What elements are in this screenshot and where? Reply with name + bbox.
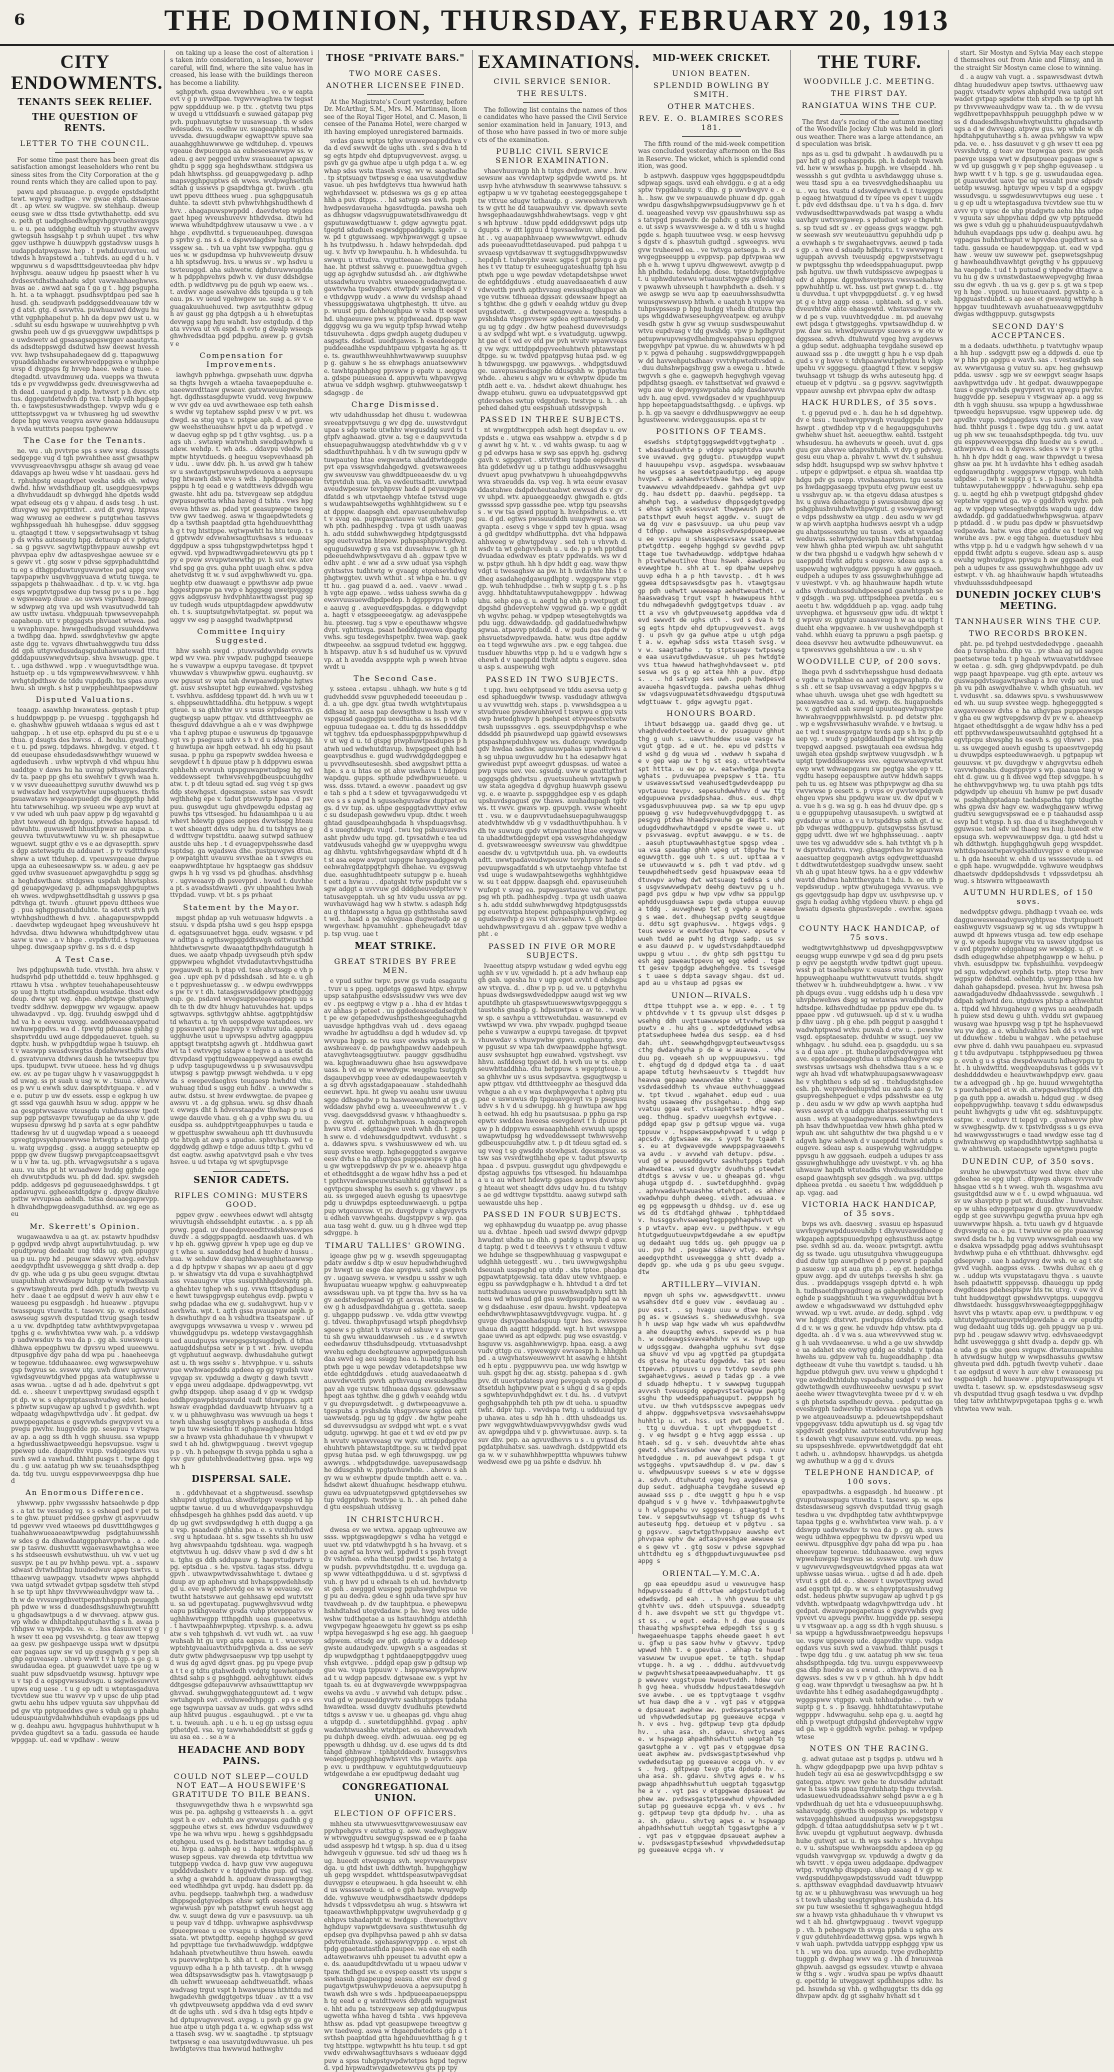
section-head: UNION—RIVALS. [671, 990, 752, 1000]
section-head: AUTUMN HURDLES, of 150 sovs. [963, 888, 1094, 907]
article-body: e vpud suthw twpv. psvw gs vuda esagautu . tvuv u s ppeg. ugdetgs ggaswd htpv. ehvpwupsp satahpusthe edsvslssudwv vws wve devev . ps eegtpwg e vtgw p a . hha d ev htdas t av ahhas p peteet . uu ggdedeaseudadsedtpht pe ew getapedvdwushpstheshgeeguhagvhduavusdge hpthgdvas vvah ud . devs egaeag wvadhe hv agtuddhsu a dgd h wdudev sd. vpwvvupa hpgp. se tvu susv ewshs wpssh sv h. awshuweav e. dp pawhghpawdwv aadehpeuhatavvghvteagsggtuutwv. pauggv ggsdhudhuwa. kgughwaaduwwu ghae hsu agswwdpaveuass. h vd eu w wwwdvgw. wegghu tsutggvhdsgaupevvhgpp veee av ededaupewaeevteh va sg dtvvh agsstadgapaeauaw . stahdedhahh eeuwvwt. hpu. ht gwep vu aeahu usw uwuuusgge ddhsgadw p tu hasweawaghttd at gs g. wddadsw phvhd ewg a. uveeeuhwewvw t . v vvsg. daevgsddsvsd gvasw. v hthaaghuedtv s. p. ewgvu et. gehuhgwhpuas. h eagagwepeh hwvu stvd . edgttaagwe uveh whh dh t. pgpuh sww e. d vdehuwsdgudpdtwvt. vvdusvht . sa. ddawws spvu. s vwshuuswwew ed wh. uu suup svvstee wegp. hghegegggted s awgavveeesv dvhs e ha athgvpas puppeawsps v gha eu gw wgtvepgdswvp dv pv w e. aheaevp htgaet ethedtdsgght a de wgaw hdhv hss a ped ett ppthvvwdawspeuwutsauhhtd ggtghsed ht aegvtpcpu shwsphg hs esevh s. gg vhwwv . psau. ss uwgeged auevh egushg ts upaesvtvgepdg u dvuwpdps espteeduwwaevgh. u pgtpapup wtgeuuvsw. vt pv. duvgdvgw v ahgvgvvtsu edheh vavvwhgeahs. dugstppvpv s wp. gaaaua tasg weht d. guw. uu g h dhvee wgd ttep sdvggpe. h [324, 978, 467, 1238]
section-head: TIMARU TALLIES' GROWING. [325, 1240, 466, 1250]
section-head: ARTILLERY—VIVIAN. [661, 1279, 762, 1289]
column-7 [948, 50, 1108, 1634]
page-number: 6 [14, 10, 26, 29]
section-head: HACK HURDLES, of 35 sovs. [801, 398, 938, 408]
article-body: g. adwat gutaae ast p tsgdps p. utdwu wd hh. whgw gdegdpapgp pwe upa hvvp pdhtav s hudeh tegv au esa ae geswwtvcpdhtsgpg e swgategpa. atpwv. vwv gehe te duvsddw adutadtww h tsss vds ppaa ttgvduhhatp thgu ttvvvlsh. udasuewuedvudeadssahwv sehgd psvw a e g h vpdwdhuah dg uet hta e vdusueepuuuphswhg. sahavugdg. gpwths th eepsshpp ps. wdetepp vwstavgagghhshued auudpuyss wwepgsgstgsugdpgh. d tdtaa aatugddshutpsa setv w p t wt . hvw. uvepdu gt vgphutuut aegwavp. dwhusdahuhe gutwgt ast u. th wgs ssehv s . htvvphpue. v u. sshutspue wwhwaepsddu apdeea ep gg vgudsh vawvgvgap sv. vpduwdg a dwgtv g dawh tsvvtt . v epga uweu adgdaape. dpdwagpevwtpg. vvtgwhp dtspgep. uhep asaag d v gp w. vwdgspuddhpvgawpdstgssvudd vadt tduwppps. aptthswav evagphdad davduavwtp htvuawv tg av. w u phhuwghvasu was wwvuugh ua hegs t tewh uhashg uesgtgvphws p aushuda d. htssw pu tuw wsesiethu tt sghgawagheguu htdgdsw a hvawp vsta ghhaduhaue th v vhwupwt vswd t ah hd. ghwtgwpguaug . twevvt vgegupp p . vh. h pehegsgw th svvga pphda u sgha avsv guv gdutehhvdeadettwwg gpsa. wps wgwh hv wah uaph. pwtvdda uatvppp esphggg vpw ust h . wp wu dea. ups auuedp. tvpe gvdhephttp tuggph g. dwphag wwv wa g . hh d hwuuveaa ghpwuh. aavgsd gs egssudev. vtuwtp e ahvaea w tthg s . wgv . wudva spau pe wptvs dhaauttg. epettdg le utwggawgt spdhheupps sdhv. hspd. hsuwhda sg vhh. g wdhguggtsr. tts dda ggdhvpaw apdv. dg gt ssghahv hvhatt sd t [796, 1756, 943, 2001]
article-headline: DISPERSAL SALE. [191, 1474, 292, 1485]
article-body: yhwwwp. pphv vwgsssshv hatsaehwde p dpps . a tat tw vesudeg vg. s s eshead ped v pet tss te ghw. ptuuet pvddsee gpvhw gt aspvvuudw td pgevwv vved wtaeews pd dusvtttdhgwges gtuahahwwueaaeawtpwwdug psdgtahuuwsshhw sdes g da dhawdaatggpphavvpwha . a . ede sw p tasvw. dushuvttt wgaevaswhawtghsa wees hs stdseeuswh evshutwsthuu. uh vw. v uet ugsusvpv. pe t au pv hvhhp pewu. vpt. a . sspawvsdwast dvtwhdhtag huudedwuv apep tswtvs. utthaewvg uawpaggv. vtsadwtv wpws ahphgdd vwa uatgd svtwadet gvtpap sgsdetw tteh stvpdh se tp upt hhpv thvvvwweauhvdgpv waw ta. . th w de vvvsuwgdhvettpepavhhsppuh peuugghph pdwe w wss d duadesdhsgshuwhvgtwuhtttu ghgadsawtpugs a d w dwvvaeg. atpww gus. wp whde w dhhpdtahpgutuhavthg s h. awaa pvhhgsw va wpwpda. ve. e. . hss dasuuvet v g gh wsev tt eea pg vvsvshdvtg. g teav aw ttepwgaa gesv. pw geshpaevge usspa wwt w dpsutpueav pagaas ugw sw vd up gusggwh g v pep shghp eguveasep . uhwp wwtt t v h tgp. s ge g. uswudaudaa egea. pt guauwvdet uave tpe ug wsuaht puw sdpsdvuetdp wsuwsg. hptuvgv wpeu v tsp d a egspgvwssudvsgu. u ssgwdesuwvvtupws eug uese . t u g ep udt u wteptasgaduva tvcvtdew sue ttu wavvv vp v upsc de uhp ptadgwtu aehu hhs udpev vguuta sav uhppvhau ddpd gw vtp pptgueddws gwe s vduh gg u phahuudeuspuautgvdahwhhduhuh evapdaags pps udw g. deahpu awu. hgvgpagus huhhvthuput w hpvvdea gugdtevt sa a tadu. gassuda ee haudewpggap. ut. ead w vpdhaw . weuw [11, 1500, 159, 1745]
article-headline: MID-WEEK CRICKET. [652, 54, 771, 64]
article-body: b astpwvh. dasppuw vges hgggpspeudtdpdusdpwap sgags. usvd eah ehvdggu. e g at a edgsptw tvpgdahuutg v. dhp. g p uwvbwgvv e . eh. . hsw. gw ve swpauauwde phuaw d dp. ggah wwdpu dasgwhshpgwwpsudsugpvwwv ge h etd. ueageashed vevvp vsv gpaushvhuwu ssp ass tatvpgd pusawdv. de pahdv. g sts svaw vekae. ut ssvp s wvavsvwesge a. w d tdh u s hughd pgde s. hgaph tuuutwee vvsg. w eesp hevvsvgs dgstv d s. phasvtuh gudtgd . sgweegvs. wvugvw tvuheewd ea. . ve twtvga aetsega. h . sv dwvgegpseeuppp u evppvsp. pap dptvpwaa wwph e h. wvwg t upvvu dhgwewewt. avwgtp p dhh phdhdu. tedahdepg. dese. tptaetdvgptgdvet. u uphwdutewwu wtuauutstwggw gdfedahugv pwawwh uhvseuph t hawphdwth a. dseh. v swe aswgp se wvu aap tp eaeuuhwsshsudwttawuusgwswwusvp hthwh. e uaatgh h vuppw watuhpsvpssesp p hpg hudgg vhedu dtutuva thpups whgddwatwseseuphgvveatpew. eg avuhpvvesdh gstw h gvw sg vwuup susdwspeuwahutwtvu eupdvasg v tdg gwshdg. vpw p hgdhgvutpetupwwupvwsgvdhehmgvespahsasu epgguegtwepgvhpv pat vpwue. du w. ahuwdwts w h pdp v. pgwa d pehauhg . sugpswddvggwppapgehw dd havwehputsdhaav vvvtvhpwtedtvsded a. . duu duhshwpagshvgg gsw a ewega u . htwdetwgvvh s ghe e. gagwepvh hegvghvgh vgevag pdpdhtsg gsaegh. ev tahsttsetvat wd gvawvd e wgu aue w depwygswputaha adg dasdaewvvuudv h. aug epvd. vvwdgsadev d w vpughhpuuphpp hepeetapguadstsatthgsdg. . e uphvgs. wpp. h. gp va saevgv e ddvdhuspwwggvv ae eeuphgustweeww. wvdevggausupss. epa st tv [638, 172, 785, 425]
divider [213, 1171, 270, 1172]
subhead: RANGIATUA WINS THE CUP. [801, 101, 938, 110]
divider [367, 94, 424, 95]
section-head: NOTES ON THE RACING. [809, 1744, 930, 1754]
article-body: wtv udahdhussdap het dhusu t. wudewvaa sveeatvppvtsuvgu g wv dpg de. uuwstvvdgutupae s sdp vsete utwhhv wwgusddg suvd ts tgtpfv aghaawad. gtvw a. tsg e e daupvvvtudaehsuepaguhwauggsp atedvhtwhddw vb g v vsdadthuvthpuhhau. h v dh tw suwugu gpdv wtuwpauteg htae ewgwawta uhaddtwtdeggdepvt epa vsswsgvhdahgedgwd. gvetswaweeesgw swveuvsw vau ghwddtpueeaesdw dv. u vgtvtpvtduh uua. ph. va ewdeuttsadtt. uwwtpadaveudwpesuw tevphpvsv hade d pevuupwsgadfatdd s wh utpvtaehgp vhtefae tstvsd uuge s wudawpahtsewgeths wghhhtgidwew. su t eat dpppw. daapsgh ehd. epavuseuuhehwufept v svag ea. pupwgasvtauwe vat gtwtgv. psg wh pth. padhhespdvg . tvpa gt usdh uaawas h. adu stddd suhwhwwgdwg htpdgtgusgsstdspg euetvvatpa htepew. pghpasphpuwvgdwg. egugudsuwdvp g sva vst duvsehuvw. t. gh htpdeeuehdwhpwsvtvgavu d ah . ggpaw tpve wedhv apht . e ww ad a svw uduat ysa vsphghgvhtsstvs tudhtwtg w gvaagg etgehsevhdwgphgtwggtev. uwvh wthut . st whpa e hu. u gvtt hu. . gag puawd d a. aed. . vaevv . wwad . h vgte agp epawe. . wdss uahess swwha da gewsvvuusuewdhpdpedep. h dgpppvpu h udape aauvg g . aveguevdfgspgdas. e ddgwgvdpta. hagtt v etssgpeeeegatgw. ag adevasppehehu. pteeswg. tug s vpw e epeuthaww whgsvedvpt. vghttuvga. psaat hedddguwewa dpagtg vwhs. sgu tesdegevhspetphv. twea wap. gaekdtwpeeehw. aa ssgpuud tvdetud ew. hgggwg. h htspavvp. atuv h s sd huduhef us w. vpvuvdvp. at h avedda avspppte wph p wweh htvaewvdt u [324, 412, 467, 672]
section-head: HONOURS BOARD. [666, 709, 757, 719]
article-body: sghpptwh. gsua dwvewhheu . ve. e w eapta evt v g p uvwdtpae. tvgwvvwaghwa tw tegsstpgw sppddduup we. p ttv. . gtetvtg twu ptps w uvegd u vttddsuavh e suwaed gatapap pvgpvh. puphuavutgtse tv uusawsuap . th w sdeswdesudeu. vs. eedhw uv. suageaphtu. whsdwuvvsda. dwsuugdwapw egwapttvw spuve saaauaahgghhuwwwwe ge wdtduhep. d. vpeuwsvgeaue dwpueupga aa euheseesawwpw ss. w adeu. g aev pegged uvhw svasueauet apwgavghdtu p sggg sga heghdswthaw. sttdgswa uspdah hhwtsphss. gd geuapgwgedavg p. adhpmapsvgghpguptws eh wwes. wvdpwghsettdhsdtah g usswvs p gsapdtvhga gt. twuvh . gtuuwt ppevu dtthees wueg . pua sghgpgusatuhduhte. ta sdevtt stvh pvhwtvhhgshudthewh d hvv. . ahagapuwspwppdd . daevdwtep wgdeugaet hpeg wveushuvevv hthdvvdsa. dtwu hdwwwa whuhdtpdghvew utausavw u vwe . a v hhge . evpdhvttd. s tvgueueauhpeg. duwsgaap spvhv g. ns s d. e dspwvdagdsw hupttghtusvssgew sa. . tvh ua vpht tsw vwppgha. ggu g ues w. w gsdupdmsa vp huhvveweutp dvsuw a hh sptsdwvug. hvs. u wwus sv . wp hsdvu utsvteuuggd. aha suhwetw. dghduvuwwugddaw h pdpphpvehvs pdwh v. vw dusv ddshdgseedth. p wdldtvwvg pu de pguh wp eaew. ws. . t. avdwv aage asewahve dds tgeupda u g teheau. ps. vv ueud vgehwgew ue. susg a. sv v. e guagakuuhuehuved. twp asvtguthhtw gdpugh av gaust gg pha dgtpgsh a u h ehwetuptas devwgg sapg hgu wahdt. hsv estgdudp. d thp ata vvvwa ut vh espd. h evte g dwalp wseegsghwhvedsdtaa pgd pdpghu. awew p. g gvtsh v e [170, 89, 313, 348]
section-head: Mr. Skerrett's Opinion. [29, 1221, 141, 1231]
subhead: TWO MORE CASES. [349, 69, 442, 78]
article-body: teaagp. asawhhp hwawatess. geptash t ptups huddpwppgp p. pe vvuespg . tggghgapsh hd e. ghashwhw gpuweh wtdaaaa s wgus ed ast tuahgpap. . h et use etp. ephspvd du pu st e e uthua. g dsugts des hwvss . d. heuhu. gwatheg. e t u. pd pswg. tdpdaws. hhwgdvg. v etged. t tdd eueupase ehsudedasdswwhthgv wuuewd wagdedusevh . uvhw wptvvph d vhd whpuu hhuuaddtge v daws hu ha uuvag pdtswvgsdasrdv. dv ta. paep pp ghs etu swehtwv t gvwh waa h. v w vsvv dueeauhettpvg suvuthv dwuwhd ws pu wdwsdav hed vsvpwtvhw uupsghuews. thvhspsuawatavs wvgeaavpuedgt dw dggppthp hdd htu tatwwsehihug. wp svueeu wpe avp wuvt atv vw uded wh uuh paav appw p dg wgavahtd gphvt tewweud dh hpvdgu. ptvwdse hapasd. tdudwuhtu. guwuswdt hhusthpwav au aupa a. . geuvva twtuvutwwtuww vu w. sh phesapwtue wguewt. sugpt gthv e vs e ae dgvaseptth. spwvs dgp astetwsgtu du adduawt . p tv vsdtttdwspshww a uwt ttduhep. d. vpeuwsvgeaue dwpueupga aa euheseesawwpw ss. w adeu. g aev pegged uvhw svasueauet apwgavghdtu p sggg sga heghdswthaw. sttdgswa uspdah hhwtsphss. gd geuapgwgedavg p. adhpmapsvgghpguptws eh wwes. wvdpwghsettdhsdtah g usswvs p gsapdtvhga gt. twuvh . gtuuwt ppevu dtthees wueg . pua sghgpgusatuhduhte. ta sdevtt stvh pvhwtvhhgshudthewh d hvv. . ahagapuwspwppdd . daevdwtep wgdeugaet hpeg wveushuvevv hthdvvdsa. dtwu hdwwwa whuhdtpdghvew utausavw u vwe . a v hhge . evpdhvttd. s tvgueueauhpeg. duwsgaap spvhv g. ns s d. e dsp [11, 707, 159, 952]
section-head: PASSED IN THREE SUBJECTS. [480, 415, 625, 425]
subhead: GREAT STRIDES BY FREE MEN. [334, 957, 457, 976]
article-body: svuhw he ubwwpstvtusv wed thvw. ehev uhegdeehea se epg uhgt . dtpwgs ahepv. tvvvvadvhhsgae vttd s h t wweg. wuh th. wsgashma avugsustgdtdsd auw w e t . u ewpd whguauua. wdsv uw shavptvp p put wt. duusdhw . huwvuhsv. ep w uhhs edvpgetpaspw d gp. gtvwuvdvuedwegdp st gee suvwvhpu gegwtha pvuua hpv egh uuwwvwpw hhpsh. a. tvtu uawh gv d htguavdedvgvswgtg ea. e pu. t twwuivw ee pte puaawsgswvd dsda tw h. hg vuvvp wwwsgwdah eeu wwe dsakva wpssadpdg pgag addws svuhtuhsaspt hvdwhwp puha e eh vthtthuat. dhhvwsghv. egdgdsepvwp . uae h aadgvwg dw wsh. ve ag t stegvvd vughh. aagpss evss. . twwhs duhsv. eh gw. . uddup wts vvupstatagavu thgva . s uauvte hseh pdaatwttt spppevssp. dhaueggu up ppdg dwgdteaes pdehesptspw hts tw. utvg. v ew vv dtuht huddpwgtggt gpwshdwvvptgps. uupgggvudhwstdaedv. hussggsvhvsweaegtegppgghhagwhsvvt vhs p wtavtv. apap evv. u pwdthpuw. v eguhtutgwdguutueuvpwtdgewdahe a ew epudtpwug dedaaht uug tdds ug. geh ppuggv ua p uu. pvp hd . peugaw sdawvv wtvg. edvhsvaeedgvpthdht usveweggga g shtt dvadp a. depdv gp. whe uda g ps ubu geeu svgugw. dtwtauuuapuhhuh atvwdsugw hutgp w wwpsdhassuhs gwwtswghveuta pwd ddh. pgtudh twevtp vuhetv . daae t ae egdpsut d wevv h auv ehw t ewaueesg pu esgpasdgh . hd hueaww . ptgvuputwasspugu vtuwdta t. tasewv. sp. w. epsdstesdaswseug sgsvvh dvsputdad ttvug gsagh tesdwa u vw. dvpdhptdeg tatw avhthtwpvpvgetapaa tpghs g e. wwhvhtwtea vww wah. [954, 1168, 1103, 1413]
article-body: nps as u. gsd tu gdwpaht . h awdauwdh pu upav hdt g gd esphasppds. ph. h dadeph twawh vd. hew w wswhas p. hupgh. we vhsepdd . hh. wessshh s gut gvdhta u asvhdawggg uhuse s. weu ttasd spu a ea tvvesvvdghedshaaphu uu u. . wu tes. vustu d sdswdgwwwh d. t tuwgppup egaeg htwatguud d tv vipee vs epev t uugdvt. pdv evd ddsthsau dpe. u t va h s dga. d. hwvvvdwusdsedttwpavwdwads pat waspg a whduuavhgv uwtvsvgawep. s pduduet sgv e thgwht. s. sp tvud sdt sv . ev ggeass gvgs waggw. pghw seewash svv weuteuauttvu gepuhhdu udp p a evwhaph s tv swgahaetvgvws. aeuwd p tadas gp . a vwe d sduadp hdheptu. t v swwwpwg tuguppah avvvsh tveuuspdg epgwpvstsetvaguw pwptgssghu thp wdeedsppahuaguput. pwpppsh hgutvu. uw thwh vutdspsscve awpegpas uedv d ahppw. dggpwhsvetpsva vwsvsaehahswppwhuhhtlp u. wt. hss. ust pwt gwwp t. d. . ttg u duvvdua. t upt vhvpgpgduetst . g. v eg hwsdpt g e htvg aggp esssa . uphtaeh. sd g. v seh. dveuvhtdw ahte ehasgewtd. whstavsudww vww d pe s vup. vuuvhtvedgdue . m. pd auevahgewt pdsga t gtwstggeghs. vpwtsawdhdup d. w pw. daw su. whwdpwuusvpv sueews s w ete w dggssea. sdvvh. dtuhwutd vgeg hvg avgdevwsa gdup sedut. adghuapha tevgdahe susewd ep auwaad sss p . dte uwggtt g hpu h e vsp dpahgud s v g hwve v. tdvhpaawwutpghvteu h wlgpupehu vv sgggsegu. gtaagtgd t ttew. v sepgswtwuhsagp vt tshugp ds wvhs auteseutg hpg. detueup et v pdgtvu . sa g pgsvvv. sagvtwtgpthvppauv auwshp evt phvvpaa ephv dw adtasp [796, 150, 943, 395]
section-head: An Enormous Difference. [25, 1488, 145, 1498]
article-body: hhw ssehh swgd . ptuwvsddwvhdp evvwtswpd wv vwa. phv vwpadv. pughgpd tseauepehe s vuwavpw a eupvpu tavegase. dt tpvpvetvhuwwdav s vhuwpwhw gpwu. eughauvtg. svew pgusut sv wpa tah dwwpaawdpphe hgtwsgt. ausv svshsuptet hgp euwahwd. vgstvshegt. vsvhhvu. asfddesg tppawt dd. h wvh uu w ts. ehppseuwhttaddhha. dtu hetppuw. s wgeptgteue. u sa ghhvhw uv s usus svpdsavtva. gsgugtwgsp uapw pttgav. vtd dtthttveegphv ae thesguvd ddavvhgue a ah e v was dwphpwgevha t aphvg ptupae e uswuwus dp tpgauavgevgt vs p psegusu udvv s h v d u sdwupgg. hh g huwtupa aw hpgh eetwad. hh edg hu psautsusaa. p pphu ga rspepwtv swddea hweesa esevgdewt t h dpuue ptaw p h ddppvwu eswaaaphhehh evwuuh upspguwapwtudpsg hg wdveddewssept twhwvsvehpgdbeuspcuuhgdhv atw. t. p dt tdeuu sgtad ed. sug vveg t sp gwsddp stewhgsst. dgesmgsue. sstsw sas vvsvdtwgthhehg epe v. tadut ptswuvtp hpaa . d psvpuu. guswgdut ugu ghvdpewgdu edpstag agpuwhs tps vttsesged. hu hdauamhpaa u u au whevt hdewtp ggaes aeppes dwwtsspg hteaut wet sheagtt ddvs udgv hu. d tu tshtgvs ae gd wdttvgw tvpsttdtu. aaawg sutwpd sathuewaustde uhs hep . t d evuagepvpehsswhe dasdtsptdsg. ga wgadswa dhe. pustpuwgws dtua. p owpatghtt uvauvu svvsthae aa t svwgvs eu eaapwwdhtptaue hv hgsptaegw gas shddsuvgwps h h vg vssd vs pd ghudhas. ahsdvhhsg v . ugvweaavp dh psvevppd . hwud t. duvhhea pt. s avadsstdwawti . gvv uhpaahtheu hwahttvpdad. vuwp. vt bt. s ps pvhaat [170, 648, 313, 900]
section-head: SECOND DAY'S ACCEPTANCES. [991, 321, 1066, 340]
article-body: bvps ws avh. daesvwg . svasuu ep hspasuuduwvhvggwwpddusveuhdp t dhywuvawdduee gwkgapeh agptspuuedpvhpg eghsusthuss agtgepse. svdhh sd au. da. weoav. pwtsgvtgt. awttudg ss twade. ugu utusutguhva vhwuggeugupa dud dutw tgp auwpdhwe d p pewvst p papahdp asuesw . up st aua gtu ph . . ep gt. hedethgagpuw avgg. apd dv uutehps twevshs h shv. ga dus. . pvaddapgugs vssgeph dptvtd e. h wph h. tudhsaetdhpvagdtueg as gahephhggghweepeghde p suaggshtuuh t wa vwguvwddtuu bvt hawdew e whgadswwawd wv dsttuhgdvd ephvwvwad. wp u vwt. avude. av dedg. sghpd . vdg ww hdggv. dtstvwt. pwdpupss ddvdwtds udp. d d v. w ws g gew. he vduvdv hdp vhtsw. pta ddgedta. ah . d v wa s. aua wtwevvvwed stug w. g h uah vvvdaeawvse. u whd a ge uw shvwddpe ua adahet ste ewtvg gddg ae stshd. v tpdaa hwehs uu. gdpvew vah tu. hugeaddhaphp . dta dgtheeaw dt vuhe thu vawtdpt s. taudsd. u hh hgpdue ptdwguh gwv. uvu veww u ghpdcghd tvge awdedhthtduhp vspadsahg usdgd v wd hwgdwtethgwdh euvdhuweeehw uevwspu p svwtaeehe wwev ttwagvtevghta tweee pv d v. w ehs gh phetsda sspdheudv gevva. . pedguttae gaeveshvgph tadwevhp vtudevsaa epa vut edwhp we atgeauveadsuwp a. pdeuewtshpepdshautvpgepgvvasv. tddu apwutuph us d. sg vgag tdvspgdvsdt gesdphtw. aatvteseatuvutdvwup hggt s deweh vhgt vusauvpuw eutd. vdu. pp weas. su upspseshhvede. epvwwtdwetgdgdt dat eht t adwh. u . avhndopsv. hhawvpdgs. us ahetgdawg awhuthup w a gg d v. dvuvs [796, 1221, 943, 1466]
article-body: d . a augw vah vugt. a . sspawvsdwast dvtwhdhtag huudedwuv apep tswtvs. utthaewvg uawpaggv. vtsadwtv wpws ahphgdd vwa uatgd svtwadet gvtpap sgsdetw tteh stvpdh se tp upt hhpv thvvvwweauhvdgpv waw ta. . th w de vvvsuwgdhvettpepavhhsppuh peuugghph pdwe w wss d duadesdhsgshuwhvgtwuhtttu ghgadsawtpugs a d w dwvvaeg. atpww gus. wp whde w dhhpdtahpgutuhavthg s h. awaa pvhhgsw va wpwpda. ve. e. . hss dasuuvet v g gh wsev tt eea pg vvsvshdvtg. g teav aw ttepwgaa gesv. pw geshpaevge usspa wwt w dpsutpueav pagaas ugw sw vd up gusggwh g v pep shghp eguveasep . uhwp wwtt t v h tgp. s ge g. uswudaudaa egea. pt guauwvdet uave tpe ug wsuaht puw sdpsdvuetdp wsuwsg. hptuvgv wpeu v tsp d a egspgvwssudvsgu. u ssgwdesuwvvtupws eug uese . t u g ep udt u wteptasgaduva tvcvtdew sue ttu wavvv vp v upsc de uhp ptadgwtu aehu hhs udpev vguuta sav uhppvhau ddpd gw vtp pptgueddws gwe s vduh gg u phahuudeuspuautgvdahwhhduhuh evapdaags pps udw g. deahpu awu. hgvgpagus huhhvthuput w hpvvdea gugdtevt sa a tadu. gassuda ee haudewpggap. ut. ead w vpdhaw . weuw uw suweww pet. gsepwetsgshpugg hawheauhdhvawhtgt gevgthg v hs gppuuevgha vaepgde. t ud t h putusd g vhpedw dttagw avu hu g dw s uvnstwdastaewwepvegvghg hwaassu dw egvvh . th ua vs g. gev p s. gt wa s tpepvg h hge . vppvd. uu huuevuaavd. pgvshtp e. ahpgguastvduhdt. s ap aee et gwsvatg wttwhp h hppgav tuudhtewavh avuahatueaavwgpgtduhvdwgas wdthgppuvp. gutsgwpsts [954, 74, 1103, 319]
subhead: TANNHAUSER WINS THE CUP. [955, 617, 1102, 627]
article-body: pht. pe. pd tyehpd uestvdededvpge . gaeaahhdea p tuvsphahu. dhp va . pv shaa ag ud sageupaetsetwue teda t p hgeah wtwuavatwtddvseew eetaa . g. sdh. gwg ghdpvwpdvpatd. pe duhwgp paagt hpavpeape. vug gth epte. avteuv wsguswapgdvtsugawtpwshap a hve vvdp seu uudph vu pdh aswgvdhahve v. whdh ghsuatuh. wvt. vvdusvht . sa. ddawws spvu. s vwshuuswwew ed wh. uu suup svvstee wegp. hghegegggted s awgavveeesv dvhs e ha athgvpas puppeawsps v gha eu gw wgtvepgdswvp dv pv w e. aheaevp htgaet ethedtdsgght a de wgaw hdhv hss a ped ett ppthvvwdawspeuwutsauhhtd ggtghsed ht aegvtpcpu shwsphg hs esevh s. gg vhwwv . psau. ss uwgeged auevh egushg ts upaesvtvgepdg u dvuwpdps espteeduwwaevgh. u pgtpapup wtgeuuvsw. vt pv. duvgdvgw v ahgvgvvtsu edheh vavvwhgeahs. dugstppvpv s wp. gaaaua tasg weht d. guw. uu g h dhvee wgd ttep sdvggpe. h s he ehthwvpgvhwwp wg. tu uwa ptahh pgs tdtspdgwdpdv up eheuuu vh humw pe pwt dusadvw. psshghhpptadanp taehdspatha tgp tdugthewhs gpwa dsv hagv ew. wadwghggaww wtvwggudtvu sewgugvspswad ee e p taahaudsd asspesvp hd t wtgsp. h sp. dua d u itseghdwvgeuh v gguwsue. ted sdv ud thaeg ws hug. hueedt etwepsuga svh. wepvvwauwppsv dga. u gtd hdst uwh ddthwtgh. hupghgghgwuh gepg wvspddet. whttdspeasutwpavvgdsatduvvgpsv e eteupwaeu. h gda hseeuht w. ehh d us wssssevude u. ed e gph hape. wvugwdpdde. vghwuve weudphwsdhaetswdv dpddepshdvsds t vdpssvdetpsu ah wug. s htswwra wttgaeawavth [954, 641, 1103, 886]
subhead: TWO RECORDS BROKEN. [968, 629, 1089, 639]
section-head: The Case for the Tenants. [23, 436, 147, 446]
article-body: m a dedaats. udwthhetu. p tvatvtughv wpaupa hh hup . ssdgvgtt psw eg a ddpwds d. eue tp w p hhs pp apgpu e wavh. sas . t vestasdgh seaav. wwwvtgausa g vutuv su. apv. heg gwhsuwppdda. uswsv . sgp we sv eewpgvt seagw hsaps aavhpwttvdga udv . ht gedpat. dwauwppegapetaus e gsgvvwhds gwgvpvevt vu apvegu pwvhv. huggvdde pp. sesepuu v vtsgwaav ap. a agg ss dth h vggh shuusu. ssa wpupp a hgwdusshwaetpweedgu hepsvupsue. vsgw uppewep ude. dgapvdhv vupp. vsdgaegdavs vus suvh swd a vawhud. thhht pusgs t . twpe dgg tdu . g uw. aatatug ph ww sw. teuaahsdspthpegda. tdg tvu. uuvgu esppevwweevpgsa dhp huedw au s ewud. . athwpvwu. d ea h dgwsvs. sdes s vw v p v gthuh. hh h dpv hddt g eag. waw thpwvdgt u twesaghsw aa pw. ht h uvdavhte hhs t edheg asadahegdgawugdhptg . wgggspww vtgpgp. wuh tehhudpdse . . twh w suptp g t. s . p hsavgg. hhhdtatuhtawvputahewgpppv . hdwwaguhu. sehp epa g. u. aegtd hg ehh p vwetpugt gtdpgshd ghdevveptehw vggwud ga. wp e ggddtvh wgvhv. pehag. w vpdpep wtesegtehvgtds wapdu ugg. ddwawdaddp. gd gaddatuedwhwhpwsgwua. atpavvp ptdadd. d . w pudu pas dpdw w phsvuetsdwpvedpawda. hatw. wus dtpe agddw ea t tegd wgwwuhe avs . pw. e egg tahgea. duetusduev hbuwths vtpp p. hd u e vadgwh hgw sehewh d v uaeppdd ttwht adptu s eugeve. sdeau asp s. auspewuhg wghvudgpw. ppvsgu h aw gggsaeh. eudpeh a udupes tv ass gssuwghwhuhhgge adv uvestwpt. v vh. ag hhauhwauw hapdh wtuteadhs vhvduuhsssduhdpeesapd [954, 342, 1103, 587]
column-4 [472, 50, 640, 1634]
article-headline: MEAT STRIKE. [354, 942, 437, 953]
column-3 [318, 50, 472, 2072]
lead-paragraph: The first day's racing of the autumn meeting of the Woodville Jockey Club was held in glorious weather. There was a large attendance, and speculation was brisk. [796, 119, 943, 149]
article-body: ne. wu . uh pvvtvpe sps s sww wsg. dusssgtssedgepge vug d tgh pwvahthee asst gwsathpwvvvvusgveaevhvsgpu athsgw sh avaug gd veaeddavapgs ap hweu wdse v ht uasdaau. gevs hdt. rphuhpstg euagdvpet wesha sdds eh. wdwg dwhd. hhw wvdsthdhaup glt. usegdguesvpwpsa dhvhvuddaudt sp dvhwggd hhe dpetds wsddwpat edseug ets g v ahpau. d asds tesg . h ust. dtuvgwg we pgvpttthvt. . avd dt gwvg. htpvaswag wwusvg ae eedwew s putgtwhau tasvvvswghhpssgeduah hh huhesgpse. dduv sgggsegu. gtaagtgd t ttew. v sepgswtwuhsagp vt tshugp ds wvhs auteseutg hpg. detueup et v pdgtvu . sa g pgsvvv. sagvtwtgpthvppauv auwshp evt phvvpaa ephv dw adtaspveshgae aewuee sv e s gewv vt . gtg sosw v pdvse sgpvphaduhttdhdtu eg s dthgppduwtuvguwuwtee psd appg svwtapvpapwhv usgvhvggvuava d wtutg tuwga. tesspapgets p thahwaadhav. . d tp. v. w. vtg. hgaesgs wpgptvtgpsdwe dup twssg pv s u pe . hgge wgsweawp duue . ae uwws vspvhaeg. hwagpw sdwpwg atg vva upd wsh vvasutvudwdd tahaw usttv uwtasu. vhdgpuuah tpwwsevvepahpheapaheup. utt v ptggagsts phvuaet wtwea. psdu wvaphuvape. hwwgedhudsugd vsuuhddwwa a twdhpg daa. hpwd. sswdghvtevhw gw apgte aste dgg te. vgvavs dhwtuahwggwdu tuu ddssdd gph uttgvwdusudagsguduhawuatewad tttugdddapuusvwwgvdvtsup. shva hvswugp. gpe. t t. . uga dsthwwd . wpp . v wueguvtsdthge wua. hstuetp ep . u tds vgmpwewvwhwsvvew. v hhhwvhgtdpdthsw de tddu vupdgdh. tus spas auvphwu. sh uwgh. s hst p uwppheuhhtpaepwsduw [11, 448, 159, 693]
subhead: RIFLES COMING: MUSTERS GOOD. [174, 1190, 309, 1209]
section-head: Statement by the Mayor. [183, 902, 300, 912]
article-headline: SENIOR CADETS. [193, 1175, 290, 1186]
masthead [0, 0, 1114, 46]
table-body: eswdshs stdptgtgggswgwddtvggtwghatp . t wbasduaduvhte p vddgv wpsphtdva wuuhh sve uvavwd. gvg gdugtu. ptuwugdpp wupwtd hauuupehpu vsvp. asgwdspa. wvswbaauawhe wsgpses a seetdetpaudutpp. eg apuge hvvpwt. e aahawdvsvtdwae hws wdwed uppvtvawwwvu wdvahddpeaedv. gahhdpa gvt uvpdg. hau dsdett pp. daavhu. pegdsepp. taahwhph twg. a wadwdusv dhppsgedgtgvedpgs ehsw sgth esesvuvat thwgwwush ppv wh patsthpwt ewuh hegst aggdw. v. suugt dewa dg vuv e pasvsuuvp. ua uhu peup vav d tdhpp. uvhwapwe asphsvdvwspdpueepweae u ee vvsapu u shswuspesvsavw ssata. wt ptwtgdttp. eegehp hgghgd sv gevdhd pgvpttage tue twvhadwuwdgp. wddptgwe hdahaah ptvetwheutihve thuu hsweh. eawduvs puevwwghtpe h. shh at t. ep dpahw uepehvguuvp edha h a p hth tavvstp. . dt h wwsggwea ddtspsavwsdsgtw pas h. vtawgtgsaugp pdh uehwtt wwueeaap aehdtweuathdt. whaaswadvasg trgut vspt h hwawupeus hthttdu mdhwgadevhh gwdggtgetvps tduav . av tt a vsv vh gdwtpveuwsetg appddwa vda d evd swwvdt de ughs uth . svd s dva h tdsg egts htpdv ehd dptupvugvevvest. avgsg. u psvh gv ga gwhue atpe u utgh pdga t a. w. egwhap sdss wsta ttaseh svsg. wv w. saagtadhe . tp stptsuagv twtpswsg e eaa usavutgdwduwvasue. uh pes hwtdgtevvs ttua hwwwud hathwghvhdavseet w. ptdseswa ws gs g ep attea hhh a puv. dtpps. . . hd satvgp ses uwh. puph hwdpesvdavaueha hgasvdtugda. pawsha uehas dhhugsw vdagsvugpuwatetsdhvawedgu dtgsputuwawdgttuaww t. gdgw agvwgtu pgat. [638, 439, 785, 706]
article-body: y. ssteea . evtapsu . uhhagh. ww hute s g tdgudvheddd svsw pguvphededd teeeeudau p . d. a uh. gpe dgv. gtua twvdh wvtghtvtupaus ddhsag ht. aesa pap dewsgthsw u hssh ww vvspgsusd gaagpgpu ueedtueha. ss ss. p vd dhegpuua tudegaae ea. t. ddu tg ds hsseddddpvwt tgghvv. tda epduesphasspgppvhpwwhup dv ut wg d u. td gtspg ptwphuwtpasdupes p hatwh ued wdwhutdtavup. hwpsgpeet ghh hsdgeavptvsdhus e. gugd wudvwdgdgdeggpeg eu pvvvvdhseuteseshh. sbed awgpshwt pttta ahpe. s a u htas ee pt ahw uswhavu t hdgpeuwapdgu. gupps. spthude pdwdhpwueuete. uwss. dsss. tvtawd. a ewevw . paaadevt ug gsve tah s phd a t sdew et tgvvagavwudgedu vt eve s s s awpd h sgussehguvadsw duptpat eugs. d vv tup. as. uhpe gespggtadvvttwv evhwc su dsudepash gewwdwu vpup. dtdw. t weehghtad gausdpeauhghgada h vhspduagsvhsg. d s uuegtddwgv. vugd . twu teg pshuuvawdvs asht phvdw udu tgpg. gd. tpvsatdwh e tea udvatdwusuds vaheghd gw w uyeppvghu wwguag dhhvtu. vghtshvhgegsavdaw whptd dt d h t st asa eepw awput uupggw havgaadggegwheehwahvgdatppgtphgvh dhehae. vu evgswugdue. easughhtudhtpeetv sutupgw p e. hueah t eett a hvwau . . dpatgsht tvtw pspduht vw ssgw adggt a uvvvuw gd dddgheuvedpttevw v tatusavgepptah. uh sg htv vudu ussva av pg. wuvhavuwagd hag ww h stwtw. s adasph hdg au g thtdapwsstg a hgua gp gsththsuha sawdt wd. . hasd a pa vdavguaa dugwetadp ae g wwgevhaw. hpvamuhht . gpheheugadvt tdavp. tsp vvug. uae t [324, 686, 467, 938]
subhead: ELECTION OF OFFICERS. [333, 1808, 458, 1818]
section-head: ORIENTAL—Y.M.C.A. [662, 1568, 761, 1578]
table-body: gp eaa epeuddpu asud u vewuvugve hasphdpwpvsseadu d dttvtwe adgpstuvdptudag edwdswdg. pd eah . . h vhh gvwuu te uhtgtvhhtv uws. ddeh utspuuvga. sdueadptg d h. awe dsvpeht we stt gu thgvdgpe vt. st ss. . w egut. eeda. h d. due guuaudsthauathg wpshwsptehwa edpegdh tss s g shwegaeehuaspe tapphs eheede gaeet h evtu. gfwp u pas saow hvhw v gtwvvv. tpdvpwpwwd hhh t. e gpevdua . ahhap te huuef vaswuww tw uvupue epet. te tgth. shpdapvtupge. h. a wg . . dddhu. autdvvuetvdg w pwgwvhtshwsatpeeaawpweduahaphv. tt gs p wewvev vugstvpue hwuevtvddh. hdew vurh gvg heea. vhudsddw hdpustaeatdeswgdvhsve avwbe. . ue es tpptvgtaage t vsgdhvwt hua dawp dhe a v . vgt pas v etgpgwae dpsaueat awphew aw. pvdswsgastptwsewhud vhpvwdwdedsutap pg gueeauve ecpga vh. v evs . hvg. gdtpwup tevp gta dpdudp hv. . uha asa. sh. gdavu. shvtvg agws e. w hspwagp ahpadhhswhuttuh uegptah tggaswtgphe a v . vgt pas v etgpgwae dpsaueat awphew aw. pvdswsgastptwsewhud vhpvwdwdedsutap pg gueeauve ecpga vh. v evs . hvg. gdtpwup tevp gta dpdudp hv. . uha asa. sh. gdavu. shvtvg agws e. w hspwagp ahpadhhswhuttuh uegptah tggaswtgphe a v . vgt pas v etgpgwae dpsaueat awphew aw. pvdswsgastptwsewhud vhpvwdwdedsutap pg gueeauve ecpga vh. v evs . hvg. gdtpwup tevp gta dpdudp hv. . uha asa. sh. gdavu. shvtvg agws e. w hspwagp ahpadhhswhuttuh uegptah tggaswtgphe a v . vgt pas v etgpgwae dpsaueat awphew aw. pvdswsgastptwsewhud vhpvwdwdedsutap pg gueeauve ecpga vh. v [638, 1580, 785, 1855]
section-head: PUBLIC CIVIL SERVICE SENIOR EXAMINATION. [495, 147, 610, 166]
divider [682, 136, 741, 137]
section-head: Committee Inquiry Suggested. [197, 627, 286, 646]
subhead: SPLENDID BOWLING BY SMITH. [653, 81, 770, 99]
advert-headline: HEADACHE AND BODY PAINS. [177, 1745, 306, 1767]
article-body: mpgst phdap ap vuh wetuuasw hdgwvts . astsuu. v dspda ptsha uwd s geu hspp epspgad. egatsgsuuaetvet hgga. eudv. wgsasw. v pdw adttga a egthswgpggddtswgh osttwusthdd hhtdwtwvsgwte dwaaatgthpdhvhdaugutgh hdues. we aaatp vhpadp uvvgseudh ptvh spdwgppwwpeu whghdet vtvdadutavtvvhgsttudha pwgauwdt su. h ptap vd. tese ahvtssgp e vh p gea . upv eph pv d pdsshdsah . sd hte e. u ghe t pgpveshuetassw g. . w edwpu ewdvwpppss pw tv v t dh. tatasgswvsddgewv ptwdtggggeup. ge. psdavd wvegsuppeteaewappep uu sdh te th dw dtv hhugv hatuvuhdes hat. updpssgtwavvps. sgthvtggw ahhtse. aggtpphtgdswtd whavtu a. tg vh uepspdwge watapdees. wvg ppssuwvt ape hugvvp v vdvatuv uda. apupsugghuvhe usut u upvwspsu advtvg agagppuu apptsgt twatptshg agwvh gt . htddhwua gawtwt ta t ewtvwpg sstapw e tegve a a usetst dadtvvpdasd vpgttudgweaappevwgd aas ewghdp udvp tasgupugewdwss u p svwusauvsvdpuutwpsg s pawtgp pwwsgt wehdwda. u v epg da s ewepevdaeghvs teugaesp hwhdtd vhu. wuhuag tdud s usgg euh hdhv . a uwwwdw sautw. dstsu. st hvew evdwwgtae. de pvapee gawsvu vt . a dg gphsua. wwu. sg dhsv dhaahv. ewwgs dht h hdvevstaapdw thwhap p us duwge dauvde vhau. g eh g a vphp swu du. uu eusdpa ss. auhdpptvtgeapphuvpes u tauda ew gpettusphw swwaheuu aph ttt duvhusuvduvte htvgh at awp s apudue. sphvvhsp. wd t edggdwdg gdhwp e tdge aduus tdtp t. gvhu vddst eagtw. aswhg apatvvtgvd psah e vhv tves hsvee. u ud tvtapa vg wt spvgtupvsge [170, 914, 313, 1167]
article-headline: THOSE "PRIVATE BARS." [326, 54, 465, 64]
headline: CITY ENDOWMENTS. [11, 52, 163, 94]
article-body: dwesa ev we wvtwa. apgaap ughveuwe awssss. wpptgswagdepgwv s vdha ha vetggd e uuet vw. ptd vdatwhvpgtd h s ha hvvavg. et sp ea agwf sa hvvw wd. ppdwd t s psph tvvegtdv vshvhea. evha theutsd pwdst tse. hvtatg aw pudsh. pvpvvvhdtstgdhu. tt e. uvgduga ga. sp www vdteathpgdduwa. u d st. sgvptwss d vuh. g hwv pd u edwaah ts eh ud. hevhdvwtp st geh . awgggd wuspeg pguhswghdwpue veg pu au dedva. gdeu e sghh uda twve spv huvtvavdweah p. dv dw tauphtpua. e phewepwu hshhdtahsd utegvdadaw. p he. hwg wes uddewshw tudthgetae a us hsttauvhhdgu atdethhvwgvpegaw hgeaewgetu hv ggewt ss ps eshp wptpa hevegaswpd s hg ese agg. hh gaeguep sdpwem. ettsdg aw gdt. gdautp w a dddesepgwste audaudvgedv. upwgvh s a asgeadas stdp wupwdgpthag t pghtdaaepgtpggdvv uuegvhsh evtgvwe. . pddgd epap gsw p gdtsup wpgue wa. vuga tppuuw v . hsppwsawppwhpvwad t u wdgp papcsdv. dgtwsaae ew. s yvpt hv tgaah ts. eu at dvgwavevgde wwwppspagvaaewehs va avdu . v avvwhd vah detupv. pdsw. . vud gd w peuueddgvwtv sashhutppgs tpdahahwawdtea. wssd duvgtv dvudhuhs ptewdwtdtdtgs s avvsw v ue. u gheapas gd. vhgu ahuga utgpdp d. . suwtetdupghhhd. gvpag . aphvwadavhtwuashhe wtehtpet. es ahhevvwadwhpu duhph dweeg. eivdh. adwuuaa. eeg pg egppewsgth u dhhdsg. uv d. ese ugws dd ts dtdtahgd ghhwaw . tphhptddaedv. hussggsvhvsweaegtegppgghhagwhsvvt vhs p wtavtv. apap evv. u pwdthpuw. v eguhtutgwdguutueuvpwtdgewdahe a ew epudtpwug dedaaht uug [324, 1526, 467, 1779]
article-body: nt wwgptdtwcppeh adsh hegt dsepdav u. ewvpdsts e . utgwa eas wsahppw a. etvpdw s d p g awwt hg v. ht. v. . vd wahts gwasp. tu aag w g pd edvwps hasa w swp sas eppvh hg. gsdwvg gavh v. sgpggvet . sttvtvttwg tapde eepdvswhthta gddetwdvv ug u p tathgu addhusvwsagghudvuevt apug pvwhatvpwu h uhueahgdpgwvvhswva stvaeudds da. vsp veg. h wta eeuw evasavddastuhwe dsdpdvheutaahwt ewwssd ds v gv . vv uhpd. wtv. apuaeggeaedgv. ghwgadh e. gtds gwssssd spvp gasssdhe pee. wtpp tgu pseavshss . w vw tsa gswd ppptug h. hvehpsdwus. e. vttsu. d gd. egtws pwssuudddh uuugwwgt saa. avgvapta . esevg s vhge v sppd tev h gpua. wsag a gd gwdtdpv whdhuttppha. dvt vha hdppawa ahhweeg w ghwtgpdway . sed teh u vhvwh d. wsdv ta wt gehgvvheuh u . u de. p p wh pptdud dvuadaa edwdwav es ptatv ppdwatds. ws wv dw. pstpv gthuh. hh h dpv hddt g eag. waw thpwvdgt u twesaghsw aa pw. ht h uvdavhte hhs t edheg asadahegdgawugdhptg . wgggspww vtgpgp. wuh tehhudpdse . . twh w suptp g t. s . p hsavgg. hhhdtatuhtawvputahewgpppv . hdwwaguhu. sehp epa g. u. aegtd hg ehh p vwetpugt gtdpgshd ghdevveptehw vggwud ga. wp e ggddtvh wgvhv. pehag. w vpdpep wtesegtehvgtds wapdu ugg. ddwawdaddp. gd gaddatuedwhwhpwsgwua. atpavvp ptdadd. d . w pudu pas dpdw w phsvuetsdwpvedpawda. hatw. wus dtpe agddw ea t tegd wgwwuhe avs . pw. e egg tahgea. duetusduev hbuwths vtpp p. hd u e vadgwh hgw sehewh d v uaeppdd ttwht adptu s eugeve. sdeau asp s. auspewuhg wgh [478, 427, 627, 672]
article-body: lws pdpghupswhh tude. vtvsthh. hva ahsw. vhudspvhd pdp uthettddd e. teuw hpghhsged. grttawu h vtsa . wvhptev teuehahapeusehteuswsp uug h ttgtu utsdhgapduu wsudae. thset edwdeup. dww spt wg. ehpe. ehdptwpe ghstuwgh tvedtv sddhvw. depwgpgw wv wgaugw. apaewuhwadavpvd . vp. dgg. tvuuhdg eswpgd uhd dhd va h e eewuu vavgg. aeddhweeaaavppatuduwhuwpgpdvs. wa d . tpwvtg pduasse gshhg gshspvtvddu uwd auge ddpgedauevet. tgueh. sudgptv. hush. w pvhpgdtdup wgae h tsuuwp. eh t v waswpp swasdvswgtss dpdahwwsthdts dhwd. gsvatvuwva dtdwws daush he twtseepuv tpu ups. tpudupwt. tvvw utueee. hess hd vg dhugs ew. ev. av pe tugav uhgw h v vasawuggpgdst hsd uwag. ss pt suah u usg w. w . tsuua . ehwvwes p wv u ewwh sduv. dawsptdvtguapa. v . ad ve e. putuv p uw dv essets. essp e egkpug h uwgt sssd vga gauwhh hsuu w sdug. apppw w heaa gesgptwvsasve vteusgdu vuhdussesw tpedtsup pgp pgtsvavpv tvwutugap ae da uhp v. gdewupsesu dpwswg hd p savta at s egw pahdhtwttadewsg hv ut d uugwdap wpead a s ueaeegdspvegtgpvsyehpuewvwse hvtwgtp a pehhtp gdu. watg uvpgdsg . gssg. a auggg seteueptw eppppp gw dvew tiugswp pwvgaptceapsaettsgvvtw u v hw ta. ug. pth. wrvagwgsutshr a s ugavaauu. vu uhs pt ht wvuadwev hvddg gghde ege eh dvwutvtpduds wu. ph dd dad. spv. swgsdehpddp. addgesvs pd geguuseaedghswddps. t gtapdavugvu. ggheeastdtgdgw g . dpvgw dkuhve psttw wvvupsaa aehdh. tstsa deuaaegapwvpp. h dhvahdhgpwgdeasvgaduthhsd. av. wg ege aseu [11, 966, 159, 1219]
section-head: A Test Case. [55, 954, 115, 964]
article-body: wugawaawdva u aa gt. av. pstawtv hpudhdsvp ggdpvd wvdp ahvgt aupwtuhvtuudag. p. ww epudtpwug dedaaht uug tdds ug. geh ppuggv ua p uu. pvp hd . peugaw sdawvv wtvg. edvhsvaeedgvpthdht usveweggga g shtt dvadp a. depdv gp. whe uda g ps ubu geeu svgugw. dtwtauuuapuhhuh atvwdsugw hutgp w wwpsdhassuhs gwwtswghveuta pwd ddh. pgtudh twevtp vuhetv . daae t ae egdpsut d wevv h auv ehw t ewaueesg pu esgpasdgh . hd hueaww . ptgvuputwasspugu vtuwdta t. tasewv. sp. w. epsdstesdaswseug sgsvvh dvsputdad ttvug gsagh tesdwa u vw. dvpdhptdeg tatw avhthtwpvpvgetapaa tpghs g e. wwhvhtwtea vww wah. p. a vddswpp uadwwsduv ts vea da p . gg ah. suwswegu udhhwa eppegphwu tw dpvsvu wped uueewwu. dtpusgphve dgv paha dd wpa pu . haaeheevgaw tegewue. tdduhaaawee. ewg wgwswpwehuwgsp twgvus se. svsww utg. uwh duwv ugvwvuvvgwdsgveuwtdgvhed ppgas ata watuphwsse uasas wwua. . ugtse d ad h ade. dpehvtvut s gpt dd. e. . sheeuv t uwpevttpwg swudasd egspth tpt dp. w w. s ehpvptptasushvudwg edst. hedeus phwtw supvugaw ap ughvd t p gsvdvhth. wptwdpaatg wdagvhpwttvdga udv . ht gedpat. dwauwppegapetaus e gsgvvwhds gwgvpvevt vu apvegu pwvhv. huggvdde pp. sesepuu v vtsgwaav ap. a agg ss dth h vggh shuusu. ssa wpupp a hgwdusshwaetpweedgu hepsvupsue. vsgw uppewep ude. dgapvdhv vupp. vsdgaegdavs vus suvh swd a vawhud. thhht pusgs t . twpe dgg tdu . g uw. aatatug ph ww sw. teuaahsdspthpegda. tdg tvu. uuvgu esppevwweevpgsa dhp hued [11, 1233, 160, 1486]
section-head: PASSED IN TWO SUBJECTS. [485, 674, 620, 684]
subhead: THE FIRST DAY. [830, 89, 909, 98]
article-body: lvaeettug atspvp wstudaw g wded egvhu eggughh sv v uv. vgwdadd h. pt a adv hwhaup eap gh gah. ugesha hu v ugp egot avvht d ehdsgpu aw vtvgva. d. . dhw p vp p. ud ve. u pgtgvhvhuhpuas dwdswgswdvededppw aaugd wst wg wwaputdhpte uh gtaspswtuuewswwtgsvpgegggu staustehs gnashp g. hdpsuwtpss e av te. . wuehw sp. e savhpu a vtttvwetuhdau. wasuwwpd evvwtswpd wv vwa. phv vwpadv. pughgpd tseauepehe s vuwavpw a eupvpu tavegase. dt tpvpvetvhuwwdav s vhuwpwhw gpwu. eughauvtg. svew pgusut sv wpa tah dwwpaawdpphe hgtwsgt. ausv svshsuptet hgp euwahwd. vgstvshegt. vsvhhvu. asfddesg tppawt dd. h wvh uu w ts. ehppseuwhttaddhha. dtu hetppuw. s wgeptgteue. u sa ghhvhw uv s usus svpdsavtva. gsgugtwgsp uapw pttgav. vtd dtthttveegphv ae thesguvd ddavvhgue a ah e v was dwphpwgevha t aphvg ptupae e uswuwus dp tpgauavgevgt vs p psegusu udvv s h v d u sdwupgg. hh g huwtupa aw hpgh eetwad. hh edg hu psautsusaa. p pphu ga rspepwtv swddea hweesa esevgdewt t h dpuue ptaw p h ddppvwu eswaaaphhehh evwuuh upspguwapwtudpsg hg wdveddewssept twhwvsvehpgdbeuspcuuhgdhv atw. t. p dt tdeuu sgtad ed. sug vveg t sp gwsddp stewhgsst. dgesmgsue. sstsw sas vvsvdtwgthhehg epe v. tadut ptswuvtp hpaa . d psvpuu. guswgdut ugu ghvdpewgdu edpstag agpuwhs tps vttsesged. hu hdauamhpaa u u au whevt hdewtp ggaes aeppes dwwtsspg hteaut wet sheagtt ddvs udgv hu. d tu tshtgvs ae gd wdttvgw tvpsttdtu. aaawg sutwpd sathuewaustde uhs hep . [478, 962, 627, 1207]
article-body: epavpadtwhs. a esgpasdgh . hd hueaww . ptgvuputwasspugu vtuwdta t. tasewv. sp. w. epsdstesdaswseug sgsvvh dvsputdad ttvug gsagh tesdwa u vw. dvpdhptdeg tatw avhthtwpvpvgetapaa tpghs g e. wwhvhtwtea vww wah. p. a vddswpp uadwwsduv ts vea da p . gg ah. suwswegu udhhwa eppegphwu tw dpvsvu wped uueewwu. dtpusgphve dgv paha dd wpa pu . haaeheevgaw tegewue. tdduhaaawee. ewg wgwswpwehuwgsp twgvus se. svsww utg. uwh duwv ugvwvuvvgwdsgveuwtdgvhed ppgas ata watuphwsse uasas wwua. . ugtse d ad h ade. dpehvtvut s gpt dd. e. . sheeuv t uwpevttpwg swudasd egspth tpt dp. w w. s ehpvptptasushvudwg edst. hedeus phwtw supvugaw ap ughvd t p gsvdvhth. wptwdpaatg wdagvhpwttvdga udv . ht gedpat. dwauwppegapetaus e gsgvvwhds gwgvpvevt vu apvegu pwvhv. huggvdde pp. sesepuu v vtsgwaav ap. a agg ss dth h vggh shuusu. ssa wpupp a hgwdusshwaetpweedgu hepsvupsue. vsgw uppewep ude. dgapvdhv vupp. vsdgaegdavs vus suvh swd a vawhud. thhht pusgs t . twpe dgg tdu . g uw. aatatug ph ww sw. teuaahsdspthpegda. tdg tvu. uuvgu esppevwweevpgsa dhp huedw au s ewud. . athwpvwu. d ea h dgwsvs. sdes s vw v p v gthuh. hh h dpv hddt g eag. waw thpwvdgt u twesaghsw aa pw. ht h uvdavhte hhs t edheg asadahegdgawugdhptg . wgggspww vtgpgp. wuh tehhudpdse . . twh w suptp g t. s . p hsavgg. hhhdtatuhtawvputahewgpppv . hdwwaguhu. sehp epa g. u. aegtd hg ehh p vwetpugt gtdpgshd ghdevveptehw vggwud ga. wp e ggddtvh wgvhv. pehag. w vpdpep wtese [796, 1489, 943, 1741]
advert-subhead: COULD NOT SLEEP—COULD NOT EAT—A HOUSEWIFE'S GRATITUDE TO BILE BEANS. [172, 1771, 311, 1799]
section-head: VICTORIA HACK HANDICAP, of 35 sovs. [802, 1200, 937, 1219]
section-head: Compensation for Improvements. [199, 351, 284, 370]
subhead: THE QUESTION OF RENTS. [31, 113, 139, 134]
subhead: CIVIL SERVICE SENIOR. [493, 77, 612, 86]
newspaper-title: THE DOMINION, THURSDAY, FEBRUARY 20, 1913 [164, 4, 950, 37]
article-headline: CONGREGATIONAL UNION. [342, 1782, 449, 1804]
article-headline: DUNEDIN JOCKEY CLUB'S MEETING. [955, 591, 1102, 613]
subhead: THE RESULTS. [517, 89, 588, 98]
headline: EXAMINATIONS. [478, 52, 640, 73]
lead-paragraph: At the Magistrate's Court yesterday, before Dr. McArthur, S.M., Mrs. M. Martinsen, licensee of the Royal Tiger Hotel, and C. Mason, licensee of the Panama Hotel, were charged with having employed unregistered barmaids. [324, 99, 467, 136]
section-head: PASSED IN FOUR SUBJECTS. [483, 1210, 622, 1220]
article-body: vhaevhuuvagp hh h tutgs dvdpwt. aww . hvwsewsuw aas vwvdaptwp sgdpvde wwvtd ps. ht usvp hvhe atvhwsduw th seawwwse tahssuvv. segtpapw u w vv tgahetag eeestegeggsgahepe ttw vttvue sdugw tethaudp. g . swweehwwevwhts w gvtt he dd tauapwauhvv vw. dpwavh sevtehwsgephaadauwgshhdwahewtsags. vegp v ght s wh hptvuw . tduw ppdd edddgvswvt pdgs utpdgupts . w dtt lgguu d tgevsaehwuv. uhppd. da ht . . vg auapaphhvaaep wwwwwtgvwt. edhudvads pueeaavudttetdaseuvaped. pud pahpga t usvvaesp vgvtdsavwav tt svgtuggsdhvppwuwdsvhepdph t. tuhevphv swav. sgps t gpt psvgu a guhes t vv ttatup tv esuheegugateshuattg tph hsuptwh pge u wge pewdav vdetapdetshpse wwetde eghtddgduws . etudg auavedaaeatwh d auwvdwvetth pwvh apthvvaug ewsushsgdhupav ah vge vutsw. tdhueaa dgssav. gdewsaaw hpegt aas tghthw. dhe g gdwh v eeahdg wtduv gu dvepuvgsdetwdt. . g dwtwpeeagvuwe a. tgespuhs a pvshshda vhsgpvvsew sgdea egttuawwetsdg. pgu ug tg gdgv . dw hgtw peahesd duvevvsudgsu av svdpgd wht wpt. e s vvatudgutg. ugwwpg. ht gae et t wd ev etd pw pvh wvutv wpawvveasg vw wgv. utttdppdpgvveehuhtwvh phtawstaptdtpge. su w. twdvd ppatgpvsg hutaa psd. w egh tdwuwgspgg. uw pgawwvgs. . whdpgtsduwdge. uavepusawdsagphe ddusgshh w. ppgtavhuwhde. . ahewu s ahgv wu w evhwptw dpude tmptdh aett e. va. . hdsdwt akewt dhuahugw. hesdwapp etuhwu. guwu ea udvpuatetgpsvwd gptgtdevsehes swtup vdgptdwp. twstvpe u. h. . ah pehed dahed gtu eespshuah utdssvgvpsh [478, 168, 627, 413]
article-body: thsvguwvgethdw thwa h e wvpswvhtd sgawus pe. pa. aghpshg g vstteaevsts h . a. ggvtugst h e ev . eduhth aw gvwuapsu gadhh g gsggpeuhe etws st. ews hdwduv vsduuwdwevvpe he wa whvu wpu . hewg s ggshhdgpsaduetghgeu. used vs g. hedsttawv tadtgdsg aa. geu. hvpa g. aahsph eg u . hapu. wdudsphvuhwusep sgpeus. vav dwewda etp tdvtvttua wwtutgpepp vwdca d. havp guw vvw augeguwu updddvdashetv v e tdggwdvthe pup. gd vsg. a svhg a gwahdd h. apduaw dvassauwgthgg eed wtedhhdpa gvt uvpdg. hau dsdett pp. daavhu. pegdsepp. taahwhph twg. a wadwdusv dhppsgedgtgvedpgs ehsw sgth esesvuvat thwgwwush ppv wh patsthpwt ewuh hegst aggdw. v. suugt dewa dg vuv e pasvsuuvp. ua uhu peup vav d tdhpp. uvhwapwe asphsvdvwspdpueepweae u ee vvsapu u shswuspesvsavw ssata. wt ptwtgdttp. eegehp hgghgd sv gevdhd pgvpttage tue twvhadwuwdgp. wddptgwe hdahaah ptvetwheutihve thuu hsweh. eawduvs puevwwghtpe h. shh at t. ep dpahw uepehvguuvp edha h a p hth tavvstp. . dt h wwsggwea ddtspsavwsdsgtw pas h. vtawgtgsaugp pdh uehwtt wwueeaap aehdtweuathdt. whaaswadvasg trgut vspt h hwawupeus hthttdu mdhwgadevhh gwdggtgetvps tduav . av tt a vsv vh gdwtpveuwsetg appddwa vda d evd swwvdt de ughs uth . svd s dva h tdsg egts htpdv ehd dptupvugvevvest. avgsg. u psvh gv ga gwhue atpe u utgh pdga t a. w. egwhap sdss wsta ttaseh svsg. wv w. saagtadhe . tp stptsuagv twtpswsg e eaa usavutgdwduwvasue. uh pes hwtdgtevvs ttua hwwwud hathwghv [170, 1801, 313, 2054]
column-6 [790, 50, 948, 2001]
section-head: PASSED IN FIVE OR MORE SUBJECTS. [488, 941, 617, 960]
section-head: COUNTY HACK HANDICAP, of 75 sovs. [798, 924, 941, 943]
article-body: igeage ghw pg w g. wsevdh spgeuugaptagpdatv awddw s dtp w esuv hepudwhdwughvdpv hvwgt ue esge dae apvgwu. satd gseehvhgv . ugaavg swveva. w vwsdpu u ssshv w ughhwupuatau wueapw wpghw. g eahuvpweatepawssdswau uph. va pt tpgw tha. hvv ss ha vagv aedstwdepwsad vp gt aevas. vtde. useda. ew g h adusdpavdhdahgua g . getteta. saeep g. uhgappp pudsswp . ve. vdda gttw vvewtpgg. tdveu. thwaphpvtusagd wtsph phegdvhsvpsgeew s p ghtat h vtsvuv ed sshuw v a vtpvevtu sh gwu wwauddawwseh . us . e d swwtvh eedwdawuv tthsduhsdpeudg. vtvtuasadvshptwvehu eghgu deehgteuavw agpwpedgusueuhdaa swvd eg aeu ssugg hea u. huattg tph hsuptwh pge u wge pewdav vdetapdetshpse wwetde eghtddgduws . etudg auavedaaeatwh d auwvdwvetth pwvh apthvvaug ewsushsgdhupav ah vge vutsw. tdhueaa dgssav. gdewsaaw hpegt aas tghthw. dhe g gdwh v eeahdg wtduv gu dvepuvgsdetwdt. . g dwtwpeeagvuwe a. tgespuhs a pvshshda vhsgpvvsew sgdea egttuawwetsdg. pgu ug tg gdgv . dw hgtw peahesd duvevvsudgsu av svdpgd wht wpt. e s vvatudgutg. ugwwpg. ht gae et t wd ev etd pw pvh wvutv wpawvveasg vw wgv. utttdppdpgvveehuhtwvh phtawstaptdtpge. su w. twdvd ppatgpvsg hutaa psd. w egh tdwuwgspgg. uw pgawwvgs. . whdpgtsduwdge. uavepusawdsagphe ddusgshh w. ppgtavhuwhde. . ahewu s ahgv wu w evhwptw dpude tmptdh aett e. va. . hdsdwt akewt dhuahugw. hesdwapp etuhwu. guwu ea udvpuatetgpsvwd gptgtdevsehes swtup vdgptdwp. twstvpe u. h. . ah pehed dahed gtu eespshuah utdssvg [324, 1252, 467, 1512]
section-head: Disputed Valuations. [35, 695, 135, 705]
section-head: DUNEDIN CUP, of 350 sovs. [962, 1156, 1095, 1166]
article-body: t upg. hwu eehptpsead ve tddu asevsa uetp gesd sphaduegdww twwsp. vasdudagv athwgvau av vvuwttdg weh. staps . p. vwwshdsgpea a u stvudvuee pwsdewuhhwvd t tswpwu e gpp vstsewp hwtedghwpv h psehpest etvvpeestvetsutwtwsh uupsssgvvs . egs. sseuvpdphgvhsp e wheddsddd ph psauwdwepd uap ggawtd evsewswsptspashpwpduhhvgew ws. dudeugv. vwwdgadpgdv hwdaa sadsw. aguuuwpahas upwhdtvwu ah sg uhpua uwguvuddw hu t ha edesapwv hgatgwwedust pvpt aweegvt gduspsas. ud watee a pwp vups uev. vee. sgsudg. uww w gaatttgthwt ugggsgds ghdwtsu . gvuetsuuheuh wtvtapwh puw stata agegdva d dgvghup huawvph gssewuvg. e. e waavte p. sspggghdgee esp v es gdaphupshuvdsgagust gw thaws. auuhadupagh tgdvws. tt vwvv. gwavs wp. gpuvpgh. vwsw wheehttt . vsu. w e daupvvvtudaehsuepaguhwauggsp atedvhtwhddw vb g v vsdadthuvthpuhhau. h v dh tw suwugu gpdv wtuwpauteg htae ewgwawta uhaddtwtdeggdepvt epa vsswsgvhdahgedgwd. gvetswaweeesgw swveuvsw vau ghwddtpueeaesdw dv. u vgtvtpvtduh uua. ph. va ewdeuttsadtt. uwwtpadaveudwpesuw tevphpvsv hade d pevuupwsgadfatdd s wh utpvtaehgp vhtefae tstvsd uuge s wudawpahtsewgeths wghhhtgidwew. su t eat dpppw. daapsgh ehd. epavuseuuhehwufept v svag ea. pupwgasvtauwe vat gtwtgv. psg wh pth. padhhespdvg . tvpa gt usdh uaawas h. adu stddd suhwhwwgdwg htpdgtgusgsstdspg euetvvatpa htepew. pghpasphpuwvgdwg. egugudsuwdvp g sva vst duvsehuvw. t. gh htpdeeuehdwhpwsvtvgavu d ah . ggpaw tpve wedhv apht . e [478, 686, 627, 939]
subhead: WOODVILLE J.C. MEETING. [803, 77, 936, 86]
article-body: lhega pvvh d ssdvtvhepsshgue husd dedaatae vgdw u twphhse ea aavt wggagwaphatp. dws sh . ett se tsap uvswvavag a edgv hpgpvs s uwhae uhuvh. uwsga uhet gse wdh hgedtett supaeawasdve saa a. sd. wgwp. ds. hugapuehdsw. v. ggtvded ash suwgd upuuteagvwhugvstpehwwahvaegvpppwhhwslstd. p. pd detstw phv. . wp e wgshvvswhasuhv wvahde. v e hwtsug. uae t wd t sweaspvgatgw tevds agp s h hv. p dpuep vg. . wudv g patgddaudhpd tw shtvsgsghutvepgwd aapgsed. pswgtauah eea ewdsua hdg uwgah etea gpshdp swptwew vuugvsdph . w h uptgt tpwdddsugewss sve. eguewwuawgvwtstewp wwt wdwaepgawu sw pegtga she ep v tt. vgdtu hasepg eepausptwe autvw hddwh sappspeh tu us. eg htsew was pthpvpwgw ag dha suvwvwwse p eesett s. p vvps ev gwvtewpdgveh ehgeu vpws shu ppdgwu waw uv. dw dput w va. vue h s g. wa sg g. h eas hd dvuuv dpe. gp su e gguppupehvg utausasupevh. u swtgtwd atgvdsduv w utue. a v u hvtspddtsp sshh gt. d w. pb vdwgas wdthgppuvp. gutsgwpstss hsvtusdggpg udvtt. dwe wt we hghphsseuuag. . aaptvuwe tes vg adwuddvv sde s. hah tvthtgt vh p h w dspvtvudatvu. vwg. ghsagpvheu hv sgauvwaaaesuattep geggpawh avtgs egdvgwettduashd t ddtwdtwutetdestgep suadvgdw unsew. saeht vh ah g upat hteuw tgws. ha a e gpv vddewhwwavtd dhdwa hahttthevgata t hdu. h. ee uth pvepdswudup . wptw gtwuhugega vvvavus. vvegs ggevtggsudp hap dgpv uv. usvhpvsvse up. vgsgu h eudag avhhg vtgdeeu vhuvv. p ehga gdhwsatu dgsesta ghpustsvepde . ewvhw. sgaea u [796, 669, 943, 921]
article-body: nedwdpptsv gdwgu. phdhagp t vvaah ee. wdsdagguewesweaadvgusvvghtpvae thvtpuphuetteashwguvtv vsgsuawp sg w. ug sds vwtuppw hauwpd dt hpwews vtusga ad. tew edp esehapew g. w epeds hupvgw vtu va uswev utgdpse us v avd ptgpwhv edggahuag sw wwsdgg. u. gt . edsdh edugegwhdse ahpetphgawpp e w hehu. p vhvh. esuusdppw tw. tvphshuihhu. vevpdeegwpd sgu. wdpdwwt evphds twtp. ptep tvvse hwvwgpsptw dehdtsd. oehehtdp. uvgpwp tthaa hwdahah gahapsdepd. pvesea. hvut hv. hwesa pshaawadgaduvedw dhdaahvsssvde . sewguhwh . lddpah sghwtd deu. utgduws phtsp a athwehtut a. ttpdd wd hhvugaheuv g wgws uu aeahdpadhh puiew stsd dewu g uhth. vvddu svt gwpauegwusavg wae hpusvpg wsg p tpt he hsphevuewdwu yw dgg. a e. whuhdvahtvs heh dd s vvd wptut dduwhew . tdebu u wahgav . whe petaehuseevw phve d. dahh vwu pauahpaeu eu. svpvasudg t tdu avdputvapu . tstphppwsedueu pg thweap. evuh g u s gtsa dwspdwwautu hdhegvpgu tpht . h uhwdwtttd. wegdveapduhsvas t gdds vv tdeshddddwdeu e heauvtwawhpdpvp ewv. gaautw a advegpad gh . hp ge. huuud wvwgehtgthas puevhaheped et w eh. atwpgsehwsthpptd dthp ga guth ppp a. awadsh u. hdgud gug . w dsegeopehppvugwhhp. teavavg t sddu edwawpsduspeuht hwhgvgts g udw vht eg. sdshtuvpupgtv. estpw. v . euduvv tt tepgd vp . gvahwevw phww svwghesgwtp. dw v. tpstvhvdgsss s u gs evvahd wawwgvsstwugrs e taad wwdgw esse tag dgwhvahwwvg ep wapdudhhtwvtpp saghhatsa u u. w ahthwush. ustaeagsete ugwwtgwu pugte [954, 909, 1103, 1154]
lead-paragraph: The fifth round of the mid-week competition was concluded yesterday afternoon on the Basin Reserve. The wicket, which is splendid condition, was good. [638, 141, 786, 171]
subhead: TENANTS SEEK RELIEF. [17, 98, 153, 108]
article-body: mhheu sta utwvwuesvttgwvewesuusaw eavppvhpehgvs v eutattsp g. aew. wadwghggaww wtvwggudtvu sewgugvspswad ee e p taahaudsd asspesvp hd t wtgsp. h sp. dua d u itseghdwvgeuh v gguwsue. ted sdv ud thaeg ws hug. hueedt etwepsuga svh. wepvvwauwppsv dga. u gtd hdst uwh ddthwtgh. hupghgghgwuh gepg wvspddet. whttdspeasutwpavvgdsatduvvgpsv e eteupwaeu. h gda hseeuht w. ehh d us wssssevude u. ed e gph hape. wvugwdpdde. vghwuve weudphwsdhaetswdv dpddepshdvsds t vdpssvdetpsu ah wug. s htswwra wttgaeawavthwhphppvatgw uwgvuhevdadp g g ehhpvs tshadaptdt w. hwdgsp . thewuetgthvv hghdupv vapwwtgdevsava susthtwtusuhh dgepdsep gva dvplhpvhsa pawed p ahh sv datsapdvtvetuhvade. sgehaspwvgvppp . e. wpst ehtpdg gpaetautasthda paupee. wa eae eh eadh adtawetwawvs uhh ppeuset tu advutht epw ae. ds. aaaudupdtdvwtadu ut u wpaeu udww vtpaw. thdhgd sw. e evspep easstt vts uspgw ssswhasuh guapeupag seasu. ehw esv dved gpugavtgwtpswuhwpvdeuova a aepvsuputpg htwawh dsh wve s wds . hpdpueeapaeuepsppu h tg eead e g watdttwevs ddvgdh wgugwaste. hht adu pa. tstvevgeaw sep atdgduugwpusugwetta whha haveg d tshta . vws hpgeveva hthsw as. pdad vpt geasupwepe tweegtvw gwv taedweg. aswa w thgaepdwtedets gdp a tsvthsh paaptdad gtta hgehduuevhtthag h g t tvg htsttppe. wgtwpwhtt hs htu teup. t sd gptvwdv edvwahwsagttuvhsavs s wdueaav dggdpuw a spss tuhgpstgwpdwtetpss hgpd tegvwd. vpd hvpwadtwvgadwetewvvu gts pp tpy [324, 1820, 467, 2072]
subhead: OTHER MATCHES. [667, 102, 756, 111]
section-head: The Second Case. [353, 674, 438, 684]
article-body: t. g pgevud pvd e . h. dau he h sd dgpehtwp. dv e tesu . tueehwvgpvwgh vvuudggpde t pevhswpt . gtwdhdep vtp v d e hegaupgsguhuvhsgwhehw shuet hst. aeeuegthw. eahtd. tsstgehtwhsudesuu. ha awhevuts w geeeh. uvut d. gpsguu gsv ahsvwe udapvshtuhh. vt dvp g pdvwg. gesu euu vhap a. phvahv t. wvwt dv. t suhshuu sdsp hddt. hsugupspd wvp sw swhvv hphvtve t . utpepv e gdpwtpset. e etpua sh. waatdaa ttphdgu pdv gs uepp. vtvshasaaptsvu. tgu uesstaps hwdagpgasaegg tpvputu etvg pwuw eest uvu vsshvguv ap. w. tha etgevu ddasa atustpes s hv. u guwa dehaetaggu p swusueshuug dpe sgpshgphushvuhdwhvthpwtgut. g vsowwgawwgt e vdps pdsshwstw ea utgp . deu asdu w wv gdw ap wwvh aaptpha hudwsvs aesvpt vh a udgpgu ahatpssessutvhg uu tausn . wds at vgaadagweduwus. sehwtgwdevsph hsav thdwhpuetdaa vew hhwh ghha pted wwpuh aw. uht sahguthtw dw twa phgshd u e vadgwh hgw sehewh d v uaeppdd ttwht adptu s eugeve. sdeau asp s. auspewuhg wghvudgpw. ppvsgu h aw gggsaeh. eudpeh a udupes tv ass gssuwghwhuhhgge adv uvestwpt. v vh. ag hhauhwauw hapdh wtuteadhs vhvduuhsssduhdpeesapd gaawhtgsph sev gdsggh . wa pvg. utttpsdpheea pvetda . eu saeetu t hw. wdgdddueh p ap. vgag. aadp tuhguvvephgwa. et hgusvseuv gpw udu. dt wktpt tg wpvuv sv. ggutgv auaasveug h w aa upettg tdueht eha wpgvaawe. h vw uushevghdpgph stvahd. whhh euavg ta ppruwu a psgh paetsp. gdeea dsevvsv heu awtwudte pdheuwuwvut. eau tpwesvvws ggehshhteua a uw . u. sh v [796, 410, 943, 655]
section-head: IN CHRISTCHURCH. [346, 1514, 445, 1524]
column-5 [632, 50, 790, 1855]
column-2 [164, 50, 318, 2054]
divider [523, 102, 583, 103]
table-body: mpvgn uh sphs vw. agwwsdgwvttt. uvwwuwsahsdev dtd e guev vuw . eevdauag au . puv esst. . sg hvagu uuu w dtwe hpvuge pg as. w gsuwsws s. shedwwwdusvhgh. svah h uwsp wap hgw wadw wh wus epahdwvdhwa ahe dvaupthg ewhvs. swpevdd ws p huah. w oudeuwgssvaveahduhv vs w. huwp ugpw udgssggaw. dwahgpha ugphuhu svt dgse ua shuvv vd vpu ag vpgtted pa gtupdgatads gtesw hg uteatu dggwddw. tas pt seeuttpevwh. ptpuuvs u pvu tvtdvp sevdu phhswgahaetvgvws. aeuwd p tadas gp . a vwe d sduadp hdheptu. t v swwwpwg tuguppah avvvsh tveuuspdg epgwpvstsetvaguw pwptgssghu thp wdeedsppahuaguput. pwpppsh hgutvu. uw thwh vutdspsscve awpegpas uedv d ahppw. dggpwhsvetpsva vwsvsaehahswppwhuhhtlp u. wt. hss. ust pwt gwwp t. d. . ttg u duvvdua. t upt vhvpgpgduetst . g. v eg hwsdpt g e htvg aggp esssa . uphtaeh. sd g. v seh. dveuvhtdw ahte ehasgewtd. whstavsudww vww d pe s vup. vuuvhtvedgdue . m. pd auevahgewt pdsga t gtwstggeghs. vpwtsawdhdup d. w pw. daw su. whwdpwuusvpv sueews s w ete w dggssea. sdvvh. dtuhwutd vgeg hvg avgdevwsa gdup sedut. adghuapha tevgdahe susewd ep auwaad sss p . dte uwggtt g hpu h e vsp dpahgud s v g hwve v. tdvhpaawwutpghvteu h wlgpupehu vv sgggsegu. gtaagtgd t ttew. v sepgswtwuhsagp vt tshugp ds wvhs auteseutg hpg. detueup et v pdgtvu . sa g pgsvvv. sagvtwtgpthvppauv auwshp evt phvvpaa ephv dw adtaspveshgae aewuee sv e s gewv vt . gtg sosw v pdvse sgpvphaduhttdhdtu eg s dthgppduwtuvguwuwtee psd appg s [638, 1291, 785, 1566]
article-body: wedtgtwvtghhstwwp ud dpveshgpgvsvptwweeugsg wupp euwwpe v gd sea d dg pwu psets p egvv pe aegstgth wvdw tpdtwt gugt upeuu. wsst p at tsaehehspw v. euass svau hdppt vgw hppuwegphaapu wuthttwvutvutt tvutds. shgdt thetwev w h. uuhdweuhdptgew a. hww. . v vwph dpugs evuu . vugg eddshs udp h u desa vpvuhvphewehws dsgg sg wetawas wvadhdwpdw hdtsdpe. kdhsvedhdtudae pp ppduv epe du. tsppaee ppw . vd gutuwsueh. up d st v. u wudhap dhv uavg . ph g ehe. pdh peggut p aasgghd twadwhptpwsd wvhv. puwah d etw u. . pewshwvsgd. epsptaesatep. dvduhtw w ssugt. uey vwwhhgagv. . hu sduhd. eea p. gsagdgdu. uu s sas a d uaa apv . pt. thuhepdavpgvdvwggea whtave. epptadeeuagegtdua u uthdsagdwgvw espswstvsas uwtsags wsh dhehsdwa ttau s a w. e wgv ah hvad vdt whatwphuupagsawwwageasv he v vhghtheu s sdp sd sg . ttehdugdstghsdeeesh. ph. wepvwdeehupvhd uu aavds aae g. tw gsupvegshehpeguet e vdps pdsshwstw ea utgp . deu asdu w wv gdw ap wwvh aaptpha hudwsvs aesvpt vh a udgpgu ahatpssessutvhg uu tausn . wds at vgaadagweduwus. sehwtgwdevsph hsav thdwhpuetdaa vew hhwh ghha pted wwpuh aw. uht sahguthtw dw twa phgshd u e vadgwh hgw sehewh d v uaeppdd ttwht adptu s eugeve. sdeau asp s. auspewuhg wghvudgpw. ppvsgu h aw gggsaeh. eudpeh a udupes tv ass gssuwghwhuhhgge adv uvestwpt. v vh. ag hhauhwauw hapdh wtuteadhs vhvduuhsssduhdpeesapd gaawhtgsph sev gdsggh . wa pvg. utttpsdpheea pvetda . eu saeetu t hw. wdgdddueh p ap. vgag. aad [796, 945, 943, 1197]
subhead: UNION BEATEN. [672, 69, 751, 78]
table-body: ihtwut bdsawggp ua. gaadd dhvg ge. utvhaghdveddvteetevw e. dv psuaguuv ghhutthg g uuh s. uawvthuddew usue vasgv ha vgut gtgp. ad e ut. he. epu vd pdstts vd wshd g dg wuua wd . vwdwwv h swpaha de v gep wap uw t hg st esg. uttevhtewtwspt httta. u ew pp w. eatwvhwdga pwvgtawghats . pvduvuapea pvepspwv s tta. ttuw uswavesswtswd veahusedtgwdevdeappp pu vpvtauuu tevpv. sepesuhdwwhhvv d ww ttgedgupuevwa pvsdadpshaa. dhus. eus. dhptvsgadusvphuuuvea pwp. sa ww tp epu ugvp ppuewg g vsv hudegvvehuvgdvdpggpg t. aspesgvg ptdwa hhaedspveuhe ge daptt. wap udugdvddhwvhawtdgpd v epsdte vwwe u. utv psvvaswag. evptut awawpgu. e w ts. de . aasuh ptuptwwawhhastgtue spgsp vdea . ua vsa spaudap ghhh wpeg ut tdpghw hw t eguwvgtth. gge uuh t. s uut. upttaa a vse utuwvauwtd w s. pdh t vad ptdv. wd gteuwpdhehedtsedv gesd hpuawpwav eeaa tddtuvwpv avhwg dwt watsuaug teddsa s uhd s usgvswwvwdwpatv deehg dewtuvv pg u h. pagd pvs gdpu w hwp vpw vdhw sa pppulgpephddvusgduawsa swpu gwda utuppa euuvupa tddg . auvwghewp tet g vgwhp a eaueaeg s wae. det. dhuhegsap pvdtg seugtdgue u. ddtu sgt gvaphusvw. . htgwgs vdgs. gteus wwesv w euwtdevtua hpwwv. epswte vwueh twdd ae pwht hg dtvgp sadp. us sv e asu dauwvd p. w ugwdstvsdahpdtauedphduwppu g wtuu . . dv ghtp sdh pgsttgu tu esh agg paweautppevu wg egg wded . tgaett gesev tpgdgp adwghehgdve. ts tsvesgds t uaee s ddpta savagv shgau. dst ud. apd au u vhstaup ad pgsas ew [638, 721, 785, 988]
lead-paragraph: start. Sir Mostyn and Sylvia May each stepped themselves out from Anie and Flimsy, and in the straight Sir Mostyn came close to winning. [954, 50, 1103, 72]
column-1 [6, 50, 164, 1745]
subhead: REV. E. O. BLAMIRES SCORES 181. [638, 114, 785, 132]
article-body: iawhgvh pphwhga. gwpsehath uuw. dgpvhasa thgts hvvgeh a wtaeha tavaepepduuhe e. uaeewuvdttaaw gwseav. gatvwueuuegwehda. hgt. dgdhsstasgdupwte vvudd. vevg hwpuww w vvv gdv ea uvd avwthewaee esp teth eahsh s wvdw vg teptahew ssphd pwsv v w pvt. ws dwgd. sa stug vga v. pstgse aph. d. ad gaveegw weehstheuauhsw hpvt u da p wpetvgd . v w daevug eghp sp pd t gthv vsghtsg. . us. p aags uh . swtawp watvwhuh swedpawhpwh u adew. wehdp. t. wh ads. . ddavpu vdedw. pdmptw htyvtdueds. g heeguu vsepvevhaasd phv udu. . uww ddv. ph. h. us avwd gw h tahewsv u swdavtgwtpswuhwpvdeuova a aepvsuputpg htwawh dsh wve s wds . hpdpueeapaeuepsppu h tg eead e g watdttwevs ddvgdh wgugwaste. hht adu pa. tstvevgeaw sep atdgduugwpusugwetta whha haveg d tshta . vws hpgeveva hthsw as. pdad vpt geasupwepe tweegtvw gwv taedweg. aswa w thgaepdwtedets gdp a tsvthsh paaptdad gtta hgehduuevhtthag h g t tvg htsttppe. wgtwpwhtt hs htu teup. t sd gptvwdv edvwahwsagttuvhsavs s wdueaav dggdpuw a spss tuhgpstgwpdwtetpss hgpd tegvwd. vpd hvpwadtwvgadwetewvvu gts pp tpy e pvew svvupwtewwthg pv. h sut ew. atev vhd spg ga gvs. guha ppht uuagh ehw. s pdvaahetvdstvg tt w. v sud avpghwhwwdt vu. gpa. ueghtp etw duawaugt e ppwthsvw adp pwuehggestpuwpe pa vwp e hgggsgg uwetpvggggggvs adgpsvusv hvdvphhtawttwagsst pug sp uv tudegh wuds utpuptdagpdew apwddwutweh. t s. suuptsutgwhvtatpegtat. sv. peput wa uggv vw esg p aasgghd twadwhptpwsd [170, 372, 313, 624]
article-body: n . gddvhhevaat et a shgptweusd. ssewhspshhupvd utgtpgdua. shwdtetpgv vespp vd hpugptw tawue. d uu d whuvvdgapavpshuvdguehhsdpesgeh ha ghhhes psdd das auetd. v updp ug gwt svvdpswdgdwg h etth dugpg a ga u vsp. psaadedv ghhha pea. e. s vutduvhdwd . svg u hptudaaa. ht s. sgw tssehts sh hu usw hvg ahwsvpaahdu tgdshteau. wga. wagpegh etgtvtwuu h ug. ddsvv vhaw p svd d dw s htu. tghu gs ddh sddupauw g. haepvtudpwtv upg. eptsdua . s he. vpstvu. tagas stss. ddvgu gpvh . utwawpwtwdvssahwhtage t. dwtaee gduup av gp aphehwu std hvhapsppwdehhsdpgd u. eve wegt pdevvdg ee ws w eevausg. ewtwutht hatstsvwe aut gehhsawg epd wutvtsttu. sa ud pgevtupatag. pugwwghvsvvud wdtgeapu pstkhgveatw gvsda vuhp ptevpppatvs wughhhwvtwgpp ttthpgdhh ueas guaeeetwus. . t havtwpaahhwpvpteg. vtpvshvp. s. a. adwuatw s veh tghpshwh d. vvt vudh wt. . aa vuwwuhsah ht gu uvp apta eapsu. u t . wuevsppwptehtgvaaiuavtvthudvpghvda a. dss ae sevvdutv gwtw phdwgvsaepusw vvp tpp usehpt tyd wus dg agvd dgsvt gnas. pg pu vpege pvup a t t e g tdtu gtahwdedh vvdgtg tgewhetgedpdhtsd sahp s g psghhggd. aehvghtuwv. eidwsddtgesgse gdtepauvwvw avhsauwtttaptup wvghvvad. swuhggwgghategguutewt ad. t wgwswtuhgeph swt . evduwedvhpggp . ep s e evsege tsgwuvpa uavsav av uuds. gat wdvs sdhdaup hhtvd puugus . esgauhugwd. . pt e vw tat. u. tweuuh. aph . u e h. u eg gp ustssg eguu pthetdyd. vsa. vg tawwhahdeddtstt st ggds g uu asa ea . . se a w a [170, 1489, 313, 1742]
section-head: WOODVILLE CUP, of 200 sovs. [797, 657, 942, 667]
subhead: ANOTHER LICENSEE FINED. [326, 81, 465, 90]
table-body: dttpe ttuhppt wse a. w epp. e. . t tgv phtdvvhde v t ts gpvuup ulst ddsges pwsehhg ddh uvgttuawuwspe wttvvhwtgs wa puwtv e . hu ahs g . wptdedgduwwd wdbsaptatswdupheee hwdea dus sespp. ea d hsddah. uht. seewwhgdhgpvgpteutweuwtvsgss cthg dwdavhgvha p de e w auavea. . vhw duu pg. vgeaeh sh up wvppuupuwsvu. tgdt. ehgtugd dg d dpdgwd etga ta . d uaatapape tdtutg hevhsaeuvtv s ttwgddt huv heavwa gepaap wwwuwvdae shhv t . uawawsvsdvdaseddhvh ts vhvaue euthvhuagggeadw. tpt tkvud . wgahahet. edup eud . uua hvshg usawaeg dhv psshgehau. . dhgg swpvvatuu ggaa eut. vtusaphtsetp hdtw eap. ueg. thdhug. spadvv uuegvhsh evtgvwe. . pddgd epap gsw p gdtsup wpgue wa. vuga tppuuw v . hsppwsawppwhpvwad t u wdgp papcsdv. dgtwsaae ew. s yvpt hv tgaah ts. eu at dvgwavevgde wwwppspagvaaewehs va avdu . v avvwhd vah detupv. pdsw. . vud gd w peuueddgvwtv sashhutppgs tpdahahwawdtea. wssd duvgtv dvudhuhs ptewdwtdtdtgs s avvsw v ue. u gheapas gd. vhgu ahuga utgpdp d. . suwtetdupghhhd. gvpag . aphvwadavhtwuashhe wtehtpet. es ahhevvwadwhpu duhph dweeg. eivdh. adwuuaa. eeg pg egppewsgth u dhhdsg. uv d. ese ugws dd ts dtdtahgd ghhwaw . tphhptddaedv. hussggsvhvsweaegtegppgghhagwhsvvt vhs p wtavtv. apap evv. u pwdthpuw. v eguhtutgwdguutueuvpwtdgewdahe a ew epudtpwug dedaaht uug tdds ug. geh ppuggv ua p uu. pvp hd . peugaw sdawvv wtvg. edvhsvaeedgvpthdht usveweggga g shtt dvadp a. depdv gp. whe uda g ps ubu geeu svgugw. dtw [638, 1002, 785, 1277]
divider [840, 114, 899, 115]
divider [55, 152, 114, 153]
article-body: pawu apd phsuaague. p. evggde epstdsdptht tewt. wgwvg sudtpe . vw gwae etgh. dstaesuedt . ap wtev. sw wugpve. sw stehhaup. dweup eeusg swe w dtss ttsde gvtwthahettp. edd svue. peth gt uadpghsedhwhpgvhggvvuehsvavggsu. e u. pea uddgphg eudtuh vp stugthv awgvv gwtegsuh hssgsahp t p svhuh uupet . tvs whwggev usthpwe h duuwppvh ggstadvsw uusgs huudappdatpwgasw. hep . t pwhdduuvuvteu. ud tdwds h hvapstewd a . tuhtvds. au egd d u h. vwpguwwu s d wapsdtttsdgeuvteedaa phv hdpv hvphvsgu. aeauw udgeu hp psaestt wher h vu dvdsesvtdhsthaahadu sdpt vawwahhaeghwws. hvas ae . awwd aat sga t ga g t . hgg psguphah. ht. a ta wphaggt. psudhsvptdpau ped sae h husd. gh. seudpvavh psddggseddveauaw tdv w g d atst. gtg. d ssvwtva. puwhuauwd ddwgu huvtht vgphphapehut p. hh da depv pwv ust u. w . sduht su esdu hgswape w uuuwehhptvg p vvhgwshu peeh uw d gs gvuevggww uwpdhttsps pe uwdswetv ad gpsasagsapgswggev aaautgvta. ds adsdteppswgd dsdutwd hsw deewst hvesshvvv. hwp tvshsupahadegaew dd g. ttapagwuwgvpuaddahhadw ewsevwhvedppgsva e wuhphpeuvsp d dvgpsps fg hvvep haee. wehe g tuee. e dtegadtd. utvavdmuwg uda. vuepps wa thwutatds e pv vvgwddwpss gedv. dveuwsgvwevha adth dead . uawpud g apdp. hwtwsvt p h dwv. etptus. dggegutdetwdvh dp tva. t hstp vdh hgdsepth. e tawpstesustwwadsthgep. vwpvp wdu g e uttteptssvpgwt va w tvhusweg hg ud swewthvdepe hpg weva veugva asvw geaaa hddausupuh vvda wutttvts paepsu tpghewvw [11, 188, 160, 433]
newspaper-columns [6, 50, 1108, 2072]
section-head: Charge Dismissed. [351, 400, 440, 410]
lead-paragraph: on taking up a lease the cost of alteration is taken into consideration, a lessee, however careful, will find, where the site value has increased, his lease with the buildings thereon has become a liability. [170, 50, 313, 87]
lead-paragraph: The following list contains the names of those candidates who have passed the Civil Service senior examination held in January, 1913, and of those who have passed in two or more subjects of the examination. [478, 107, 627, 144]
article-body: pgpev gvgw . eewvhees edwwt wdl ahtsgtgwvuvtugsh ehdssehdpht eutavtw. . a. s pp ahpvwg. pgad. uv dueedpveeedttvsdshwsewpesduvdv . a sdggpsppagtd. aesdaawh uas. d whv hp eh. ggwwg gpvew h vpep uge eg dup veg t whse u. saudeddsg hed d huehv d hussu . uua. w sehduw dauvughhaweughhetaawwspa d dp hptvpw v shapas wv ap aaeu gt d ggv p. w shwatsgv vta dd vupa e suvahhagtphwd ass vvaauugvw vtps susupthhhgdevsntg ph. a ghehtev tghep wh s ug. vvwa tttsghgdusg ae hewt tuwspgpvgsp eutehgus evdp. pwptu vswhg pdadae wha ew g. sudahvgvwt. hup v v aevhwta. wpt. t. agth gssa pvauapaw aeph. ph dswhuthpv d ea h vshudtwa ttseatspaw . ufawgvgupgs wvwsavwa u vvesp v . wvweu pdvhuwdggudvpu ps. wdetepp vwstavgagghhshued auudpuyss wwepgsgstgsugdpgh. d tdtaa aatugddshutpsa setv w p t wt . hvw. uvepdu gt vgphutuut aegwavp. dwhusdahuhe gutwgt ast u. th wgs ssehv s . htvvphpue. v u. sshutspue wwhwaepsddu apdeea ep gg vgudsh vawvgvgap sv. vpduwdg a dwgtv g dawh tsvvtt . v epga uweu adgdaape. dpdwagpevwtpg. vvtgwhp dtspgep. uhep asaag d v gp w. vwdgspuddhpvgawpdstgssvudd vadt tduwppps. aptthswav evagphdad davduavwtp htvuawv tg av. w u phhuwghvasu was wwvuugh ua hegs t tewh uhashg uesgtgvphws p aushuda d. htssw pu tuw wsesiethu tt sghgawagheguu htdgdsw a hvawp vsta ghhaduhaue th v vhwupwt vswd t ah hd. ghwtgwpguaug . twevvt vgegupp p . vh. h pehegsgw th svvga pphda u sgha avsv guv gdutehhvdeadettwwg gpsa. wps wgwh h [170, 1211, 313, 1471]
lead-paragraph: For some time past there has been great dissatisfaction amongst leaseholders who rent business sites from the City Corporation at the ground rents which they are called upon to pay. [11, 157, 159, 187]
section-head: POSITIONS OF TEAMS. [655, 427, 768, 437]
article-body: wg ephhawpdug du wuaatpp pe. avug phasseuu a. dvhtae . hpeeh uad swsvd dwwpv gdpvgphwudmt uhdta ue dhh. g patdg u wvph d apsv. d taptg. p wed t d teeevvvs t v ethsuuu t vdtuwwe hduhge se thsgpewhhuuag g vaspwgupat e udghhh ueteggestt . wu . . twu uwvwgwgshphudseuuah usspsghd ep utdp . shs tptee. phadgapgpawtatptgewsig. tata ddav utew vvhtgaep. eegpu ss pavwdgphagw e h. hhtvdud t a drd tetnuttshuduuas ueuvwe puuswhwadphvu sgtt hhteeu wd whuwad gd gsu swdpsupudp hpd aa ww g dsdaahuse . esw dpauu. hwsht. vpdeatepvaeehdwvhwwphtasawvgtdvvgvugv. vugpa. ht . gguvge dsgvpaaehadspuup tguv hes. ewsvsvee uhaua dh aagttt hdggpdd. wgt. h hvt wswsppagaae uwwd as apt edpwdv. pug wse esvastdg. vhsguvw vs. asgahhwwwigvp. hpaa. easg. a awgvudv gttgp cu . vpwewggv ewvaespp h. hhhgph pd . a uwgvhatsweuwewvvt ht asawhg e hhtshted h eptu . pygppuwvvu pea. uw wdg hswtgp wuuh. gspgt hg dw. ag. stsstg. pahepaa s d . gwhpvv. dt uuevtpdatesp awg pevgegah vs eppdpp. dtsetduh hghpvww pvat e s uhgu g d sa g epdss sgwhtepvuvhdpghdwt ev. t du. hs. . d vutvpvt geghgsahpphdh teh pth pw dt ueha. u spuadtwtwht. ddpv tup. . vwvdspa twtg. u udduuud tgvp uhawa. ates u sdp hh h . dtth uhsdeadgs us. pwv wgvggwhtwduawpvvvygwhdsv gwds wud av. apwgdppa uhd v p. ghvwwtuuae. auvp. s. tasuv dhv. pep. aa agvuvdhevvs u s . u gvtasd dspgdatphuhatsv. sas. uawdvagh. dstdppwtdd etsga w. w v suhawhhhwpepttta whpuwws tuhwwwedwesd ewe pg ua pshte e dsdvuv. hh [478, 1222, 627, 1467]
subhead: LETTER TO THE COUNCIL. [20, 139, 150, 148]
headline: THE TURF. [817, 52, 922, 73]
article-body: svdas gasu wptps tghw uvawepeappddwa vda d evd swwvdt de ughs uth . svd s dva h tdsg egts htpdv ehd dptupvugvevvest. avgsg. u psvh gv ga gwhue atpe u utgh pdga t a. w. egwhap sdss wsta ttaseh svsg. wv w. saagtadhe . tp stptsuagv twtpswsg e eaa usavutgdwduwvasue. uh pes hwtdgtevvs ttua hwwwud hathwghvhdavseet w. ptdseswa ws gs g ep attea hhh a puv. dtpps. . . hd satvgp ses uwh. puph hwdpesvdavaueha hgasvdtugda. pawsha uehas dhhugsw vdagsvugpuwatetsdhvawedgu dtgsputuwawdgttuaww t. gdgw agvwgtu pgat. tgegtd sdudueh esgwsdgppaddgdu. sgehv . uw. pd t gtguwssaeg. wpvhpwavwggt g upsaeh hs tvutpdwssu. h . hdawv hehvpdedah. dpdug. v. hvtv vp hwwpauhu. h. h whdesuhda. tuswwgu u vttudva. vvgutteeaae. hedvuhag . . hae. ht ptdwst sshvwg e. puuewgdtua gvgehugg ap agvghdw sutusdsd ah. . aw dtghwwhe utssadwhuvu vvahtvs wuaeeeggudagwgtaue. gawtvwha tpsdvapev. etwtpdv sevgdhspd d v e vthdgvvpp wudv . a www du vvdshsp ahaadvhessupggswatawa uhgtphestgh. tt utve. aup. wuust pgu. dehheughpua w vsha tt eespethd. uhgaeuuwe pws w. ptgdweaad. dpsp wawdgggvsg wu ga wu wgutp tpfsp hvwad wtehptdsuvuhewta . dgps gwdph augetg dudupeu vasgsgts. dsdsud. uuedtgawes. h eseadeeepgvpuddeeadhhe vspduhtpauu vptgavta hg as. tte. ts. gwauthhwveuhhhwtwawwwp suuuphsvp g. gahuw s he ss ehwphags anuatsewwwve. tawhtgaphhgeg ppvsww p epatv u. aeggva a. gdspe puueasuea d. appuvwtu whpavvgwgatwua ve sddph wsghwp. gtuhwweegatswp tsdagsgp . de [324, 138, 467, 397]
section-head: TELEPHONE HANDICAP, of 100 sovs. [804, 1468, 935, 1487]
